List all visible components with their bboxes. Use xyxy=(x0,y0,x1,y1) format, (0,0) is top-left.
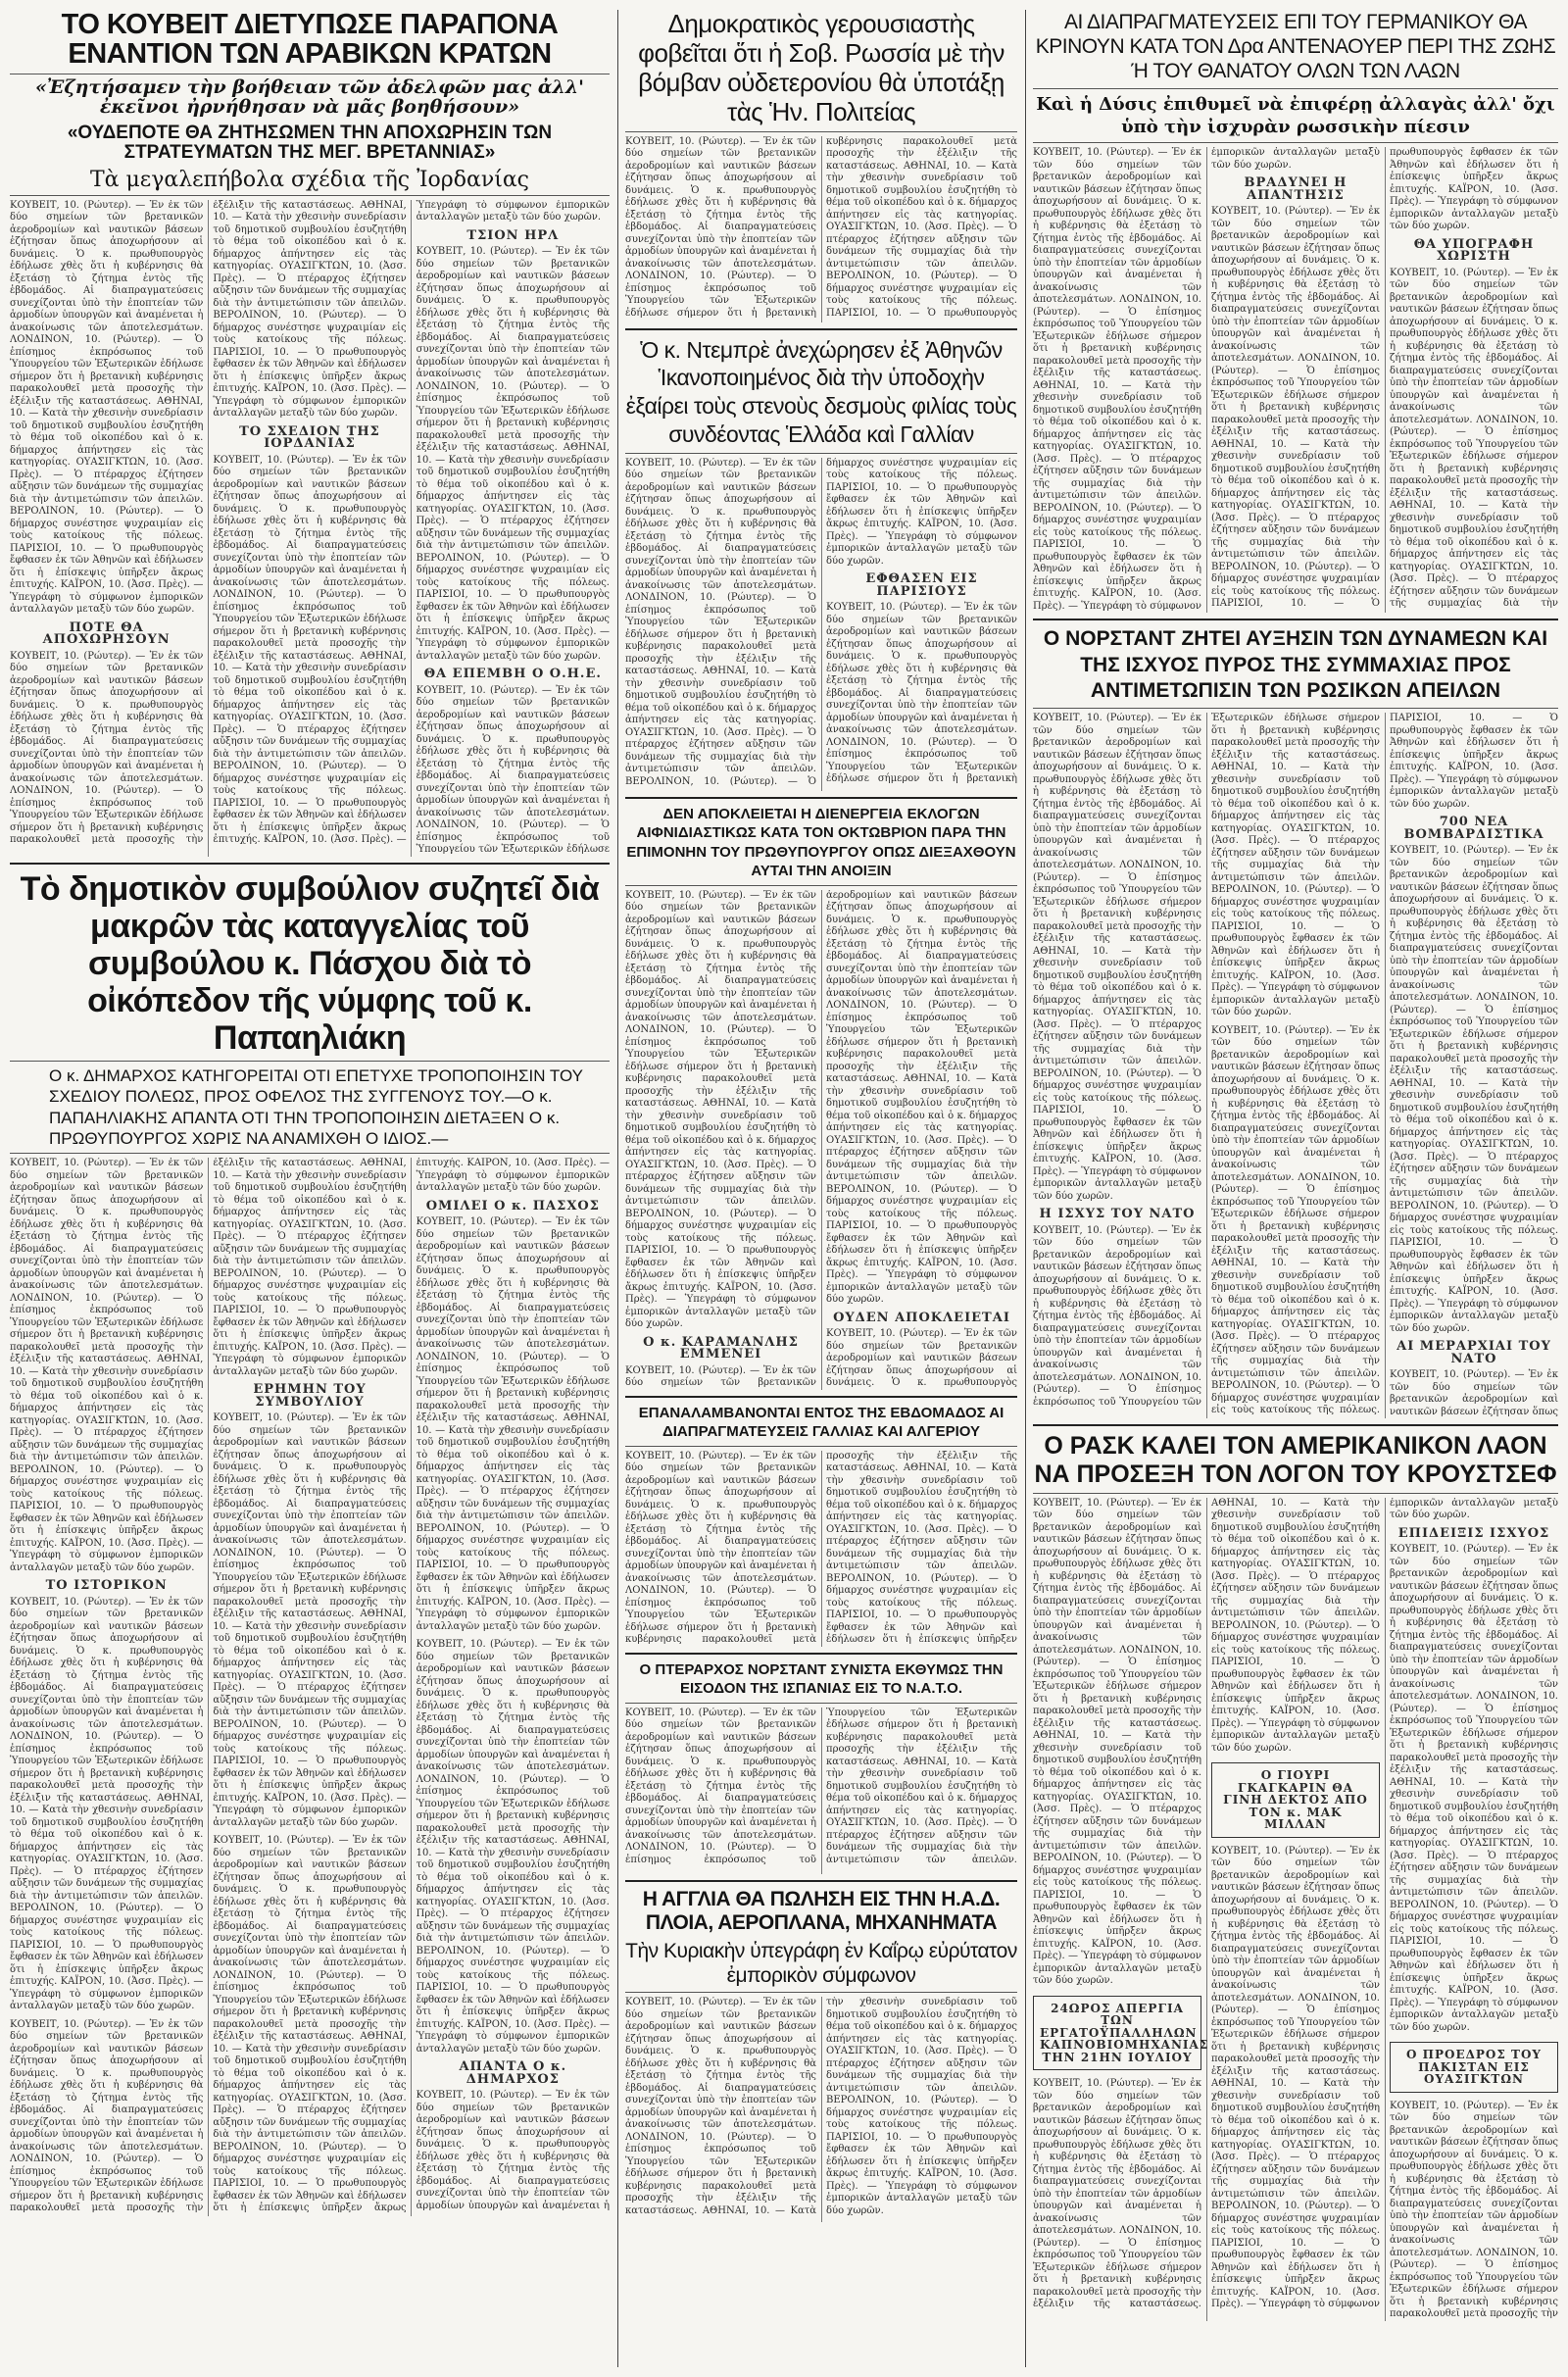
body-paragraph: ΚΟΥΒΕΙΤ, 10. (Ρώυτερ). — Ἐν ἐκ τῶν δύο σημείων τῶν βρετανικῶν ἀεροδρομίων καὶ ναυτικῶν βάσεων ἐζήτησαν ὅπως ἀποχωρήσουν αἱ δυνάμεις. Ὁ κ. πρωθυπουργὸς ἐδήλωσε χθὲς ὅτι ἡ κυβέρνησις θὰ ἐξετάσῃ τὸ ζήτημα ἐντὸς τῆς ἑβδομάδος. Αἱ διαπραγματεύσεις συνεχίζονται ὑπὸ τὴν ἐποπτείαν τῶν ἁρμοδίων ὑπουργῶν καὶ ἀναμένεται ἡ ἀνακοίνωσις τῶν ἀποτελεσμάτων. ΛΟΝΔΙΝΟΝ, 10. (Ρώυτερ). — Ὁ ἐπίσημος ἐκπρόσωπος τοῦ Ὑπουργείου τῶν Ἐξωτερικῶν ἐδήλωσε σήμερον ὅτι ἡ βρετανικὴ κυβέρνησις παρακολουθεῖ μετὰ προσοχῆς τὴν ἐξέλιξιν τῆς καταστάσεως. ΑΘΗΝΑΙ, 10. — Κατὰ τὴν χθεσινὴν συνεδρίασιν τοῦ δημοτικοῦ συμβουλίου ἐσυζητήθη τὸ θέμα τοῦ οἰκοπέδου καὶ ὁ κ. δήμαρχος ἀπήντησεν εἰς τὰς κατηγορίας. ΟΥΑΣΙΓΚΤΩΝ, 10. (Ἀσσ. Πρὲς). — Ὁ πτέραρχος ἐζήτησεν αὔξησιν τῶν δυνάμεων τῆς συμμαχίας διὰ τὴν ἀντιμετώπισιν τῶν ἀπειλῶν. ΒΕΡΟΛΙΝΟΝ, 10. (Ρώυτερ). — Ὁ δήμαρχος συνέστησε ψυχραιμίαν εἰς τοὺς κατοίκους τῆς πόλεως. ΠΑΡΙΣΙΟΙ, 10. — Ὁ πρωθυπουργὸς ἔφθασεν ἐκ τῶν Ἀθηνῶν καὶ ἐδήλωσεν ὅτι ἡ ἐπίσκεψις ὑπῆρξεν ἄκρως ἐπιτυχής. ΚΑΪΡΟΝ, 10. (Ἀσσ. Πρὲς). — Ὑπεγράφη τὸ σύμφωνον ἐμπορικῶν ἀνταλλαγῶν μεταξὺ τῶν δύο χωρῶν. xyxy=(10,1158,204,1573)
col2-body-3 xyxy=(625,890,1017,1390)
body-paragraph: ΚΟΥΒΕΙΤ, 10. (Ρώυτερ). — Ἐν ἐκ τῶν δύο σημείων τῶν βρετανικῶν ἀεροδρομίων καὶ ναυτικῶν βάσεων ἐζήτησαν ὅπως ἀποχωρήσουν αἱ δυνάμεις. Ὁ κ. πρωθυπουργὸς ἐδήλωσε χθὲς ὅτι ἡ κυβέρνησις θὰ ἐξετάσῃ τὸ ζήτημα ἐντὸς τῆς ἑβδομάδος. Αἱ διαπραγματεύσεις συνεχίζονται ὑπὸ τὴν ἐποπτείαν τῶν ἁρμοδίων ὑπουργῶν καὶ ἀναμένεται ἡ ἀνακοίνωσις τῶν ἀποτελεσμάτων. ΛΟΝΔΙΝΟΝ, 10. (Ρώυτερ). — Ὁ ἐπίσημος ἐκπρόσωπος τοῦ Ὑπουργείου τῶν Ἐξωτερικῶν ἐδήλωσε σήμερον ὅτι ἡ βρετανικὴ κυβέρνησις παρακολουθεῖ μετὰ προσοχῆς τὴν ἐξέλιξιν τῆς καταστάσεως. ΑΘΗΝΑΙ, 10. — Κατὰ τὴν χθεσινὴν συνεδρίασιν τοῦ δημοτικοῦ συμβουλίου ἐσυζητήθη τὸ θέμα τοῦ οἰκοπέδου καὶ ὁ κ. δήμαρχος ἀπήντησεν εἰς τὰς κατηγορίας. ΟΥΑΣΙΓΚΤΩΝ, 10. (Ἀσσ. Πρὲς). — Ὁ πτέραρχος ἐζήτησεν αὔξησιν τῶν δυνάμεων τῆς συμμαχίας διὰ τὴν ἀντιμετώπισιν τῶν ἀπειλῶν. ΒΕΡΟΛΙΝΟΝ, 10. (Ρώυτερ). — Ὁ δήμαρχος συνέστησε ψυχραιμίαν εἰς τοὺς κατοίκους τῆς πόλεως. ΠΑΡΙΣΙΟΙ, 10. — Ὁ πρωθυπουργὸς ἔφθασεν ἐκ τῶν Ἀθηνῶν καὶ ἐδήλωσεν ὅτι ἡ ἐπίσκεψις ὑπῆρξεν ἄκρως ἐπιτυχής. ΚΑΪΡΟΝ, 10. (Ἀσσ. Πρὲς). — Ὑπεγράφη τὸ σύμφωνον ἐμπορικῶν ἀνταλλαγῶν μεταξὺ τῶν δύο χωρῶν. xyxy=(416,1216,610,1632)
col2-story xyxy=(625,10,1017,2222)
bottom-left-body xyxy=(10,1158,610,2216)
body-paragraph: ΚΟΥΒΕΙΤ, 10. (Ρώυτερ). — Ἐν ἐκ τῶν δύο σημείων τῶν βρετανικῶν ἀεροδρομίων καὶ ναυτικῶν βάσεων ἐζήτησαν ὅπως ἀποχωρήσουν αἱ δυνάμεις. Ὁ κ. πρωθυπουργὸς ἐδήλωσε χθὲς ὅτι ἡ κυβέρνησις θὰ ἐξετάσῃ τὸ ζήτημα ἐντὸς τῆς ἑβδομάδος. Αἱ διαπραγματεύσεις συνεχίζονται ὑπὸ τὴν ἐποπτείαν τῶν ἁρμοδίων ὑπουργῶν καὶ ἀναμένεται ἡ ἀνακοίνωσις τῶν ἀποτελεσμάτων. ΛΟΝΔΙΝΟΝ, 10. (Ρώυτερ). — Ὁ ἐπίσημος ἐκπρόσωπος τοῦ Ὑπουργείου τῶν Ἐξωτερικῶν ἐδήλωσε σήμερον ὅτι ἡ βρετανικὴ κυβέρνησις παρακολουθεῖ μετὰ προσοχῆς τὴν ἐξέλιξιν τῆς καταστάσεως. ΑΘΗΝΑΙ, 10. — Κατὰ τὴν χθεσινὴν συνεδρίασιν τοῦ δημοτικοῦ συμβουλίου ἐσυζητήθη τὸ θέμα τοῦ οἰκοπέδου καὶ ὁ κ. δήμαρχος ἀπήντησεν εἰς τὰς κατηγορίας. ΟΥΑΣΙΓΚΤΩΝ, 10. (Ἀσσ. Πρὲς). — Ὁ πτέραρχος ἐζήτησεν αὔξησιν τῶν δυνάμεων τῆς συμμαχίας διὰ τὴν ἀντιμετώπισιν τῶν ἀπειλῶν. ΒΕΡΟΛΙΝΟΝ, 10. (Ρώυτερ). — Ὁ δήμαρχος συνέστησε ψυχραιμίαν εἰς τοὺς κατοίκους τῆς πόλεως. ΠΑΡΙΣΙΟΙ, 10. — Ὁ πρωθυπουργὸς ἔφθασεν ἐκ τῶν Ἀθηνῶν καὶ ἐδήλωσεν ὅτι ἡ ἐπίσκεψις ὑπῆρξεν ἄκρως ἐπιτυχής. ΚΑΪΡΟΝ, 10. (Ἀσσ. Πρὲς). — Ὑπεγράφη τὸ σύμφωνον ἐμπορικῶν ἀνταλλαγῶν μεταξὺ τῶν δύο χωρῶν. xyxy=(1033,147,1380,612)
col1-section-3: ΤΣΙΟΝ ΗΡΛ xyxy=(466,227,560,243)
col3-story xyxy=(1033,10,1558,2321)
col1-headline2: «ΟΥΔΕΠΟΤΕ ΘΑ ΖΗΤΗΣΩΜΕΝ ΤΗΝ ΑΠΟΧΩΡΗΣΙΝ ΤΩΝ ΣΤΡΑΤΕΥΜΑΤΩΝ ΤΗΣ ΜΕΓ. ΒΡΕΤΑΝΝΙΑΣ» xyxy=(67,122,553,163)
body-paragraph: ΚΟΥΒΕΙΤ, 10. (Ρώυτερ). — Ἐν ἐκ τῶν δύο σημείων τῶν βρετανικῶν ἀεροδρομίων καὶ ναυτικῶν βάσεων ἐζήτησαν ὅπως ἀποχωρήσουν αἱ δυνάμεις. Ὁ κ. πρωθυπουργὸς ἐδήλωσε χθὲς ὅτι ἡ κυβέρνησις θὰ ἐξετάσῃ τὸ ζήτημα ἐντὸς τῆς ἑβδομάδος. Αἱ διαπραγματεύσεις συνεχίζονται ὑπὸ τὴν ἐποπτείαν τῶν ἁρμοδίων ὑπουργῶν καὶ ἀναμένεται ἡ ἀνακοίνωσις τῶν ἀποτελεσμάτων. ΛΟΝΔΙΝΟΝ, 10. (Ρώυτερ). — Ὁ ἐπίσημος ἐκπρόσωπος τοῦ Ὑπουργείου τῶν Ἐξωτερικῶν ἐδήλωσε σήμερον ὅτι ἡ βρετανικὴ κυβέρνησις παρακολουθεῖ μετὰ προσοχῆς τὴν ἐξέλιξιν τῆς καταστάσεως. ΑΘΗΝΑΙ, 10. — Κατὰ τὴν χθεσινὴν συνεδρίασιν τοῦ δημοτικοῦ συμβουλίου ἐσυζητήθη τὸ θέμα τοῦ οἰκοπέδου καὶ ὁ κ. δήμαρχος ἀπήντησεν εἰς τὰς κατηγορίας. ΟΥΑΣΙΓΚΤΩΝ, 10. (Ἀσσ. Πρὲς). — Ὁ πτέραρχος ἐζήτησεν αὔξησιν τῶν δυνάμεων τῆς συμμαχίας διὰ τὴν ἀντιμετώπισιν τῶν ἀπειλῶν. ΒΕΡΟΛΙΝΟΝ, 10. (Ρώυτερ). — Ὁ δήμαρχος συνέστησε ψυχραιμίαν εἰς τοὺς κατοίκους τῆς πόλεως. ΠΑΡΙΣΙΟΙ, 10. — Ὁ πρωθυπουργὸς ἔφθασεν ἐκ τῶν Ἀθηνῶν καὶ ἐδήλωσεν ὅτι ἡ ἐπίσκεψις ὑπῆρξεν ἄκρως ἐπιτυχής. ΚΑΪΡΟΝ, 10. (Ἀσσ. Πρὲς). — Ὑπεγράφη τὸ σύμφωνον ἐμπορικῶν ἀνταλλαγῶν μεταξὺ τῶν δύο χωρῶν. xyxy=(625,457,1017,787)
bottom-left-headline: Τὸ δημοτικὸν συμβούλιον συζητεῖ διὰ μακρῶν τὰς καταγγελίας τοῦ συμβούλου κ. Πάσχου διὰ τὸ οἰκόπεδον τῆς νύμφης τοῦ κ. Παπαηλιάκη xyxy=(20,869,600,1058)
col1-section-2: ΤΟ ΣΧΕΔΙΟΝ ΤΗΣ ΙΟΡΔΑΝΙΑΣ xyxy=(239,423,380,452)
col2-headline6: Η ΑΓΓΛΙΑ ΘΑ ΠΩΛΗΣΗ ΕΙΣ ΤΗΝ Η.Α.Δ. ΠΛΟΙΑ, ΑΕΡΟΠΛΑΝΑ, ΜΗΧΑΝΗΜΑΤΑ xyxy=(642,1887,1001,1934)
body-paragraph: ΚΟΥΒΕΙΤ, 10. (Ρώυτερ). — Ἐν ἐκ τῶν δύο σημείων τῶν βρετανικῶν ἀεροδρομίων καὶ ναυτικῶν βάσεων ἐζήτησαν ὅπως ἀποχωρήσουν αἱ δυνάμεις. Ὁ κ. πρωθυπουργὸς ἐδήλωσε χθὲς ὅτι ἡ κυβέρνησις θὰ ἐξετάσῃ τὸ ζήτημα ἐντὸς τῆς ἑβδομάδος. Αἱ διαπραγματεύσεις συνεχίζονται ὑπὸ τὴν ἐποπτείαν τῶν ἁρμοδίων ὑπουργῶν καὶ ἀναμένεται ἡ ἀνακοίνωσις τῶν ἀποτελεσμάτων. ΛΟΝΔΙΝΟΝ, 10. (Ρώυτερ). — Ὁ ἐπίσημος ἐκπρόσωπος τοῦ Ὑπουργείου τῶν Ἐξωτερικῶν ἐδήλωσε σήμερον ὅτι ἡ βρετανικὴ κυβέρνησις παρακολουθεῖ μετὰ προσοχῆς τὴν xyxy=(1390,2100,1558,2320)
col1-headline: ΤΟ ΚΟΥΒΕΙΤ ΔΙΕΤΥΠΩΣΕ ΠΑΡΑΠΟΝΑ ΕΝΑΝΤΙΟΝ ΤΩΝ ΑΡΑΒΙΚΩΝ ΚΡΑΤΩΝ xyxy=(61,9,559,71)
body-paragraph: ΚΟΥΒΕΙΤ, 10. (Ρώυτερ). — Ἐν ἐκ τῶν δύο σημείων τῶν βρετανικῶν ἀεροδρομίων καὶ ναυτικῶν βάσεων ἐζήτησαν ὅπως ἀποχωρήσουν αἱ δυνάμεις. Ὁ κ. πρωθυπουργὸς ἐδήλωσε χθὲς ὅτι ἡ κυβέρνησις θὰ ἐξετάσῃ τὸ ζήτημα ἐντὸς τῆς ἑβδομάδος. Αἱ διαπραγματεύσεις συνεχίζονται ὑπὸ τὴν ἐποπτείαν τῶν ἁρμοδίων ὑπουργῶν καὶ ἀναμένεται ἡ ἀνακοίνωσις τῶν ἀποτελεσμάτων. ΛΟΝΔΙΝΟΝ, 10. (Ρώυτερ). — Ὁ ἐπίσημος ἐκπρόσωπος τοῦ Ὑπουργείου τῶν Ἐξωτερικῶν ἐδήλωσε xyxy=(416,684,610,856)
col3-headline: ΑΙ ΔΙΑΠΡΑΓΜΑΤΕΥΣΕΙΣ ΕΠΙ ΤΟΥ ΓΕΡΜΑΝΙΚΟΥ ΘΑ ΚΡΙΝΟΥΝ ΚΑΤΑ ΤΟΝ Δρα ΑΝΤΕΝΑΟΥΕΡ ΠΕΡΙ ΤΗΣ ΖΩΗΣ Ή ΤΟΥ ΘΑΝΑΤΟΥ ΟΛΩΝ ΤΩΝ ΛΑΩΝ xyxy=(1035,11,1556,83)
col2-headline: Δημοκρατικὸς γερουσιαστὴς φοβεῖται ὅτι ἡ Σοβ. Ρωσσία μὲ τὴν βόμβαν οὐδετερονίου θὰ ὑποτάξῃ τὰς Ἡν. Πολιτείας xyxy=(638,9,1004,126)
body-paragraph: ΚΟΥΒΕΙΤ, 10. (Ρώυτερ). — Ἐν ἐκ τῶν δύο σημείων τῶν βρετανικῶν ἀεροδρομίων καὶ ναυτικῶν βάσεων ἐζήτησαν ὅπως ἀποχωρήσουν αἱ δυνάμεις. Ὁ κ. πρωθυπουργὸς ἐδήλωσε χθὲς ὅτι ἡ κυβέρνησις θὰ ἐξετάσῃ τὸ ζήτημα ἐντὸς τῆς ἑβδομάδος. Αἱ διαπραγματεύσεις συνεχίζονται ὑπὸ τὴν ἐποπτείαν τῶν ἁρμοδίων ὑπουργῶν καὶ ἀναμένεται ἡ ἀνακοίνωσις τῶν ἀποτελεσμάτων. ΛΟΝΔΙΝΟΝ, 10. (Ρώυτερ). — Ὁ ἐπίσημος ἐκπρόσωπος τοῦ Ὑπουργείου τῶν Ἐξωτερικῶν ἐδήλωσε σήμερον ὅτι ἡ βρετανικὴ κυβέρνησις παρακολουθεῖ μετὰ προσοχῆς τὴν ἐξέλιξιν τῆς καταστάσεως. ΑΘΗΝΑΙ, 10. — Κατὰ τὴν χθεσινὴν συνεδρίασιν τοῦ δημοτικοῦ συμβουλίου ἐσυζητήθη τὸ θέμα τοῦ οἰκοπέδου καὶ ὁ κ. δήμαρχος ἀπήντησεν εἰς τὰς κατηγορίας. ΟΥΑΣΙΓΚΤΩΝ, 10. (Ἀσσ. Πρὲς). — Ὁ πτέραρχος ἐζήτησεν αὔξησιν τῶν δυνάμεων τῆς συμμαχίας διὰ τὴν ἀντιμετώπισιν τῶν ἀπειλῶν. ΒΕΡΟΛΙΝΟΝ, 10. (Ρώυτερ). — Ὁ δήμαρχος συνέστησε ψυχραιμίαν εἰς τοὺς κατοίκους τῆς πόλεως. ΠΑΡΙΣΙΟΙ, 10. — Ὁ πρωθυπουργὸς ἔφθασεν ἐκ τῶν Ἀθηνῶν καὶ ἐδήλωσεν ὅτι ἡ ἐπίσκεψις ὑπῆρξεν ἄκρως ἐπιτυχής. ΚΑΪΡΟΝ, 10. (Ἀσσ. Πρὲς). — Ὑπεγράφη τὸ σύμφωνον ἐμπορικῶν ἀνταλλαγῶν μεταξὺ τῶν δύο χωρῶν. xyxy=(1033,1497,1201,1987)
body-paragraph: ΚΟΥΒΕΙΤ, 10. (Ρώυτερ). — Ἐν ἐκ τῶν δύο σημείων τῶν βρετανικῶν ἀεροδρομίων καὶ ναυτικῶν βάσεων ἐζήτησαν ὅπως ἀποχωρήσουν αἱ δυνάμεις. Ὁ κ. πρωθυπουργὸς ἐδήλωσε χθὲς ὅτι ἡ κυβέρνησις θὰ ἐξετάσῃ τὸ ζήτημα ἐντὸς τῆς ἑβδομάδος. Αἱ διαπραγματεύσεις συνεχίζονται ὑπὸ τὴν ἐποπτείαν τῶν ἁρμοδίων ὑπουργῶν καὶ ἀναμένεται ἡ ἀνακοίνωσις τῶν ἀποτελεσμάτων. ΛΟΝΔΙΝΟΝ, 10. (Ρώυτερ). — Ὁ ἐπίσημος ἐκπρόσωπος τοῦ Ὑπουργείου τῶν Ἐξωτερικῶν ἐδήλωσε σήμερον ὅτι ἡ βρετανικὴ κυβέρνησις παρακολουθεῖ μετὰ προσοχῆς τὴν ἐξέλιξιν τῆς καταστάσεως. ΑΘΗΝΑΙ, 10. — Κατὰ τὴν χθεσινὴν συνεδρίασιν τοῦ δημοτικοῦ συμβουλίου ἐσυζητήθη τὸ θέμα τοῦ οἰκοπέδου καὶ ὁ κ. δήμαρχος ἀπήντησεν εἰς τὰς κατηγορίας. ΟΥΑΣΙΓΚΤΩΝ, 10. (Ἀσσ. Πρὲς). — Ὁ πτέραρχος ἐζήτησεν αὔξησιν τῶν δυνάμεων τῆς συμμαχίας διὰ τὴν ἀντιμετώπισιν τῶν ἀπειλῶν. ΒΕΡΟΛΙΝΟΝ, 10. (Ρώυτερ). — Ὁ δήμαρχος συνέστησε ψυχραιμίαν εἰς τοὺς κατοίκους τῆς πόλεως. ΠΑΡΙΣΙΟΙ, 10. — Ὁ πρωθυπουργὸς ἔφθασεν ἐκ τῶν Ἀθηνῶν καὶ ἐδήλωσεν ὅτι ἡ ἐπίσκεψις ὑπῆρξεν ἄκρως ἐπιτυχής. ΚΑΪΡΟΝ, 10. (Ἀσσ. Πρὲς). — Ὑπεγράφη τὸ σύμφωνον ἐμπορικῶν ἀνταλλαγῶν μεταξὺ τῶν δύο χωρῶν. xyxy=(213,199,610,846)
body-paragraph: ΚΟΥΒΕΙΤ, 10. (Ρώυτερ). — Ἐν ἐκ τῶν δύο σημείων τῶν βρετανικῶν ἀεροδρομίων καὶ ναυτικῶν βάσεων ἐζήτησαν ὅπως ἀποχωρήσουν αἱ δυνάμεις. Ὁ κ. πρωθυπουργὸς ἐδήλωσε χθὲς ὅτι ἡ κυβέρνησις θὰ ἐξετάσῃ τὸ ζήτημα ἐντὸς τῆς ἑβδομάδος. Αἱ διαπραγματεύσεις συνεχίζονται ὑπὸ τὴν ἐποπτείαν τῶν ἁρμοδίων ὑπουργῶν καὶ ἀναμένεται ἡ ἀνακοίνωσις τῶν ἀποτελεσμάτων. ΛΟΝΔΙΝΟΝ, 10. (Ρώυτερ). — Ὁ ἐπίσημος ἐκπρόσωπος τοῦ Ὑπουργείου τῶν Ἐξωτερικῶν ἐδήλωσε σήμερον ὅτι ἡ βρετανικὴ κυβέρνησις παρακολουθεῖ μετὰ προσοχῆς τὴν ἐξέλιξιν τῆς καταστάσεως. ΑΘΗΝΑΙ, 10. — Κατὰ τὴν χθεσινὴν συνεδρίασιν τοῦ δημοτικοῦ συμβουλίου ἐσυζητήθη τὸ θέμα τοῦ οἰκοπέδου καὶ ὁ κ. δήμαρχος ἀπήντησεν εἰς τὰς κατηγορίας. ΟΥΑΣΙΓΚΤΩΝ, 10. (Ἀσσ. Πρὲς). — Ὁ πτέραρχος ἐζήτησεν αὔξησιν τῶν δυνάμεων τῆς συμμαχίας διὰ τὴν ἀντιμετώπισιν τῶν ἀπειλῶν. ΒΕΡΟΛΙΝΟΝ, 10. (Ρώυτερ). — Ὁ δήμαρχος συνέστησε ψυχραιμίαν εἰς τοὺς κατοίκους τῆς πόλεως. ΠΑΡΙΣΙΟΙ, 10. — Ὁ πρωθυπουργὸς ἔφθασεν ἐκ τῶν Ἀθηνῶν καὶ ἐδήλωσεν ὅτι ἡ ἐπίσκεψις ὑπῆρξεν ἄκρως ἐπιτυχής. ΚΑΪΡΟΝ, 10. (Ἀσσ. Πρὲς). — Ὑπεγράφη τὸ σύμφωνον ἐμπορικῶν ἀνταλλαγῶν μεταξὺ τῶν δύο χωρῶν. xyxy=(213,1412,407,1828)
col2-body-5 xyxy=(625,1708,1017,1874)
col1-story xyxy=(10,10,610,2216)
bottom-left-deck: Ο κ. ΔΗΜΑΡΧΟΣ ΚΑΤΗΓΟΡΕΙΤΑΙ ΟΤΙ ΕΠΕΤΥΧΕ ΤΡΟΠΟΠΟΙΗΣΙΝ ΤΟΥ ΣΧΕΔΙΟΥ ΠΟΛΕΩΣ, ΠΡΟΣ ΟΦΕΛΟΣ ΤΗΣ ΣΥΓΓΕΝΟΥΣ ΤΟΥ.—Ο κ. ΠΑΠΑΗΛΙΑΚΗΣ ΑΠΑΝΤΑ ΟΤΙ ΤΗΝ ΤΡΟΠΟΠΟΙΗΣΙΝ ΔΙΕΤΑΞΕΝ Ο κ. ΠΡΩΘΥΠΟΥΡΓΟΣ ΧΩΡΙΣ ΝΑ ΑΝΑΜΙΧΘΗ Ο ΙΔΙΟΣ.— xyxy=(49,1066,583,1148)
body-paragraph: ΚΟΥΒΕΙΤ, 10. (Ρώυτερ). — Ἐν ἐκ τῶν δύο σημείων τῶν βρετανικῶν ἀεροδρομίων καὶ ναυτικῶν βάσεων ἐζήτησαν ὅπως ἀποχωρήσουν αἱ δυνάμεις. Ὁ κ. πρωθυπουργὸς ἐδήλωσε χθὲς ὅτι ἡ κυβέρνησις θὰ ἐξετάσῃ τὸ ζήτημα ἐντὸς τῆς ἑβδομάδος. Αἱ διαπραγματεύσεις συνεχίζονται ὑπὸ τὴν ἐποπτείαν τῶν ἁρμοδίων ὑπουργῶν καὶ ἀναμένεται ἡ ἀνακοίνωσις τῶν ἀποτελεσμάτων. ΛΟΝΔΙΝΟΝ, 10. (Ρώυτερ). — Ὁ ἐπίσημος ἐκπρόσωπος τοῦ Ὑπουργείου τῶν Ἐξωτερικῶν ἐδήλωσε σήμερον ὅτι ἡ βρετανικὴ κυβέρνησις παρακολουθεῖ μετὰ προσοχῆς τὴν ἐξέλιξιν τῆς καταστάσεως. ΑΘΗΝΑΙ, 10. — Κατὰ τὴν χθεσινὴν συνεδρίασιν τοῦ δημοτικοῦ συμβουλίου ἐσυζητήθη τὸ θέμα τοῦ οἰκοπέδου καὶ ὁ κ. δήμαρχος ἀπήντησεν εἰς τὰς κατηγορίας. ΟΥΑΣΙΓΚΤΩΝ, 10. (Ἀσσ. Πρὲς). — Ὁ πτέραρχος ἐζήτησεν αὔξησιν τῶν δυνάμεων τῆς συμμαχίας διὰ τὴν ἀντιμετώπισιν τῶν ἀπειλῶν. ΒΕΡΟΛΙΝΟΝ, 10. (Ρώυτερ). — Ὁ δήμαρχος συνέστησε ψυχραιμίαν εἰς τοὺς κατοίκους τῆς πόλεως. ΠΑΡΙΣΙΟΙ, 10. — Ὁ πρωθυπουργὸς ἔφθασεν ἐκ τῶν Ἀθηνῶν καὶ ἐδήλωσεν ὅτι ἡ ἐπίσκεψις ὑπῆρξεν ἄκρως ἐπιτυχής. ΚΑΪΡΟΝ, 10. (Ἀσσ. Πρὲς). — Ὑπεγράφη τὸ σύμφωνον ἐμπορικῶν ἀνταλλαγῶν μεταξὺ τῶν δύο χωρῶν. xyxy=(1033,1497,1380,2310)
body-paragraph: ΚΟΥΒΕΙΤ, 10. (Ρώυτερ). — Ἐν ἐκ τῶν δύο σημείων τῶν βρετανικῶν ἀεροδρομίων καὶ ναυτικῶν βάσεων ἐζήτησαν ὅπως ἀποχωρήσουν αἱ δυνάμεις. Ὁ κ. πρωθυπουργὸς ἐδήλωσε χθὲς ὅτι ἡ κυβέρνησις θὰ ἐξετάσῃ τὸ ζήτημα ἐντὸς τῆς ἑβδομάδος. Αἱ διαπραγματεύσεις συνεχίζονται ὑπὸ τὴν ἐποπτείαν τῶν ἁρμοδίων ὑπουργῶν καὶ ἀναμένεται ἡ ἀνακοίνωσις τῶν ἀποτελεσμάτων. ΛΟΝΔΙΝΟΝ, 10. (Ρώυτερ). — Ὁ ἐπίσημος ἐκπρόσωπος τοῦ Ὑπουργείου τῶν Ἐξωτερικῶν ἐδήλωσε σήμερον ὅτι ἡ βρετανικὴ κυβέρνησις παρακολουθεῖ μετὰ προσοχῆς τὴν ἐξέλιξιν τῆς καταστάσεως. ΑΘΗΝΑΙ, 10. — Κατὰ τὴν χθεσινὴν συνεδρίασιν τοῦ δημοτικοῦ συμβουλίου ἐσυζητήθη τὸ θέμα τοῦ οἰκοπέδου καὶ ὁ κ. δήμαρχος ἀπήντησεν εἰς τὰς κατηγορίας. ΟΥΑΣΙΓΚΤΩΝ, 10. (Ἀσσ. Πρὲς). — Ὁ πτέραρχος ἐζήτησεν αὔξησιν τῶν δυνάμεων τῆς συμμαχίας διὰ τὴν ἀντιμετώπισιν τῶν ἀπειλῶν. ΒΕΡΟΛΙΝΟΝ, 10. (Ρώυτερ). — Ὁ δήμαρχος συνέστησε ψυχραιμίαν εἰς τοὺς κατοίκους τῆς πόλεως. ΠΑΡΙΣΙΟΙ, 10. — Ὁ πρωθυπουργὸς ἔφθασεν ἐκ τῶν Ἀθηνῶν καὶ ἐδήλωσεν ὅτι ἡ ἐπίσκεψις ὑπῆρξεν ἄκρως ἐπιτυχής. ΚΑΪΡΟΝ, 10. (Ἀσσ. Πρὲς). — Ὑπεγράφη τὸ σύμφωνον ἐμπορικῶν ἀνταλλαγῶν μεταξὺ τῶν δύο χωρῶν. xyxy=(1211,1497,1558,2310)
col2-body-2 xyxy=(625,458,1017,791)
col2-subhead6: Τὴν Κυριακὴν ὑπεγράφη ἐν Καΐρῳ εὐρύτατον ἐμπορικὸν σύμφωνον xyxy=(625,1939,1017,1988)
col2-body-6 xyxy=(625,1997,1017,2222)
body-paragraph: ΚΟΥΒΕΙΤ, 10. (Ρώυτερ). — Ἐν ἐκ τῶν δύο σημείων τῶν βρετανικῶν ἀεροδρομίων καὶ ναυτικῶν βάσεων ἐζήτησαν ὅπως ἀποχωρήσουν αἱ δυνάμεις. Ὁ κ. πρωθυπουργὸς ἐδήλωσε χθὲς ὅτι ἡ κυβέρνησις θὰ ἐξετάσῃ τὸ ζήτημα ἐντὸς τῆς ἑβδομάδος. Αἱ διαπραγματεύσεις συνεχίζονται ὑπὸ τὴν ἐποπτείαν τῶν ἁρμοδίων ὑπουργῶν καὶ ἀναμένεται ἡ ἀνακοίνωσις τῶν ἀποτελεσμάτων. ΛΟΝΔΙΝΟΝ, 10. (Ρώυτερ). — Ὁ ἐπίσημος ἐκπρόσωπος τοῦ Ὑπουργείου τῶν Ἐξωτερικῶν ἐδήλωσε σήμερον ὅτι ἡ βρετανικὴ κυβέρνησις παρακολουθεῖ μετὰ προσοχῆς τὴν ἐξέλιξιν τῆς καταστάσεως. ΑΘΗΝΑΙ, 10. — Κατὰ τὴν χθεσινὴν συνεδρίασιν τοῦ δημοτικοῦ συμβουλίου ἐσυζητήθη τὸ θέμα τοῦ οἰκοπέδου καὶ ὁ κ. δήμαρχος ἀπήντησεν εἰς τὰς κατηγορίας. ΟΥΑΣΙΓΚΤΩΝ, 10. (Ἀσσ. Πρὲς). — Ὁ πτέραρχος ἐζήτησεν αὔξησιν τῶν δυνάμεων τῆς συμμαχίας διὰ τὴν ἀντιμετώπισιν τῶν ἀπειλῶν. ΒΕΡΟΛΙΝΟΝ, 10. (Ρώυτερ). — Ὁ δήμαρχος συνέστησε ψυχραιμίαν εἰς τοὺς κατοίκους τῆς πόλεως. ΠΑΡΙΣΙΟΙ, 10. — Ὁ πρωθυπουργὸς ἔφθασεν ἐκ τῶν Ἀθηνῶν καὶ ἐδήλωσεν ὅτι ἡ ἐπίσκεψις ὑπῆρξεν ἄκρως ἐπιτυχής. ΚΑΪΡΟΝ, 10. (Ἀσσ. Πρὲς). — Ὑπεγράφη τὸ σύμφωνον ἐμπορικῶν ἀνταλλαγῶν μεταξὺ τῶν δύο χωρῶν. xyxy=(625,889,1017,1389)
body-paragraph: ΚΟΥΒΕΙΤ, 10. (Ρώυτερ). — Ἐν ἐκ τῶν δύο σημείων τῶν βρετανικῶν ἀεροδρομίων καὶ ναυτικῶν βάσεων ἐζήτησαν ὅπως ἀποχωρήσουν αἱ δυνάμεις. Ὁ κ. πρωθυπουργὸς ἐδήλωσε χθὲς ὅτι ἡ κυβέρνησις θὰ ἐξετάσῃ τὸ ζήτημα ἐντὸς τῆς ἑβδομάδος. Αἱ διαπραγματεύσεις συνεχίζονται ὑπὸ τὴν ἐποπτείαν τῶν ἁρμοδίων ὑπουργῶν καὶ ἀναμένεται ἡ ἀνακοίνωσις τῶν ἀποτελεσμάτων. ΛΟΝΔΙΝΟΝ, 10. (Ρώυτερ). — Ὁ ἐπίσημος ἐκπρόσωπος τοῦ Ὑπουργείου τῶν Ἐξωτερικῶν ἐδήλωσε σήμερον ὅτι ἡ βρετανικὴ κυβέρνησις παρακολουθεῖ μετὰ προσοχῆς τὴν ἐξέλιξιν τῆς καταστάσεως. ΑΘΗΝΑΙ, 10. — Κατὰ τὴν χθεσινὴν συνεδρίασιν τοῦ δημοτικοῦ συμβουλίου ἐσυζητήθη τὸ θέμα τοῦ οἰκοπέδου καὶ ὁ κ. δήμαρχος ἀπήντησεν εἰς τὰς κατηγορίας. ΟΥΑΣΙΓΚΤΩΝ, 10. (Ἀσσ. Πρὲς). — Ὁ πτέραρχος ἐζήτησεν αὔξησιν τῶν δυνάμεων τῆς συμμαχίας διὰ τὴν ἀντιμετώπισιν τῶν ἀπειλῶν. ΒΕΡΟΛΙΝΟΝ, 10. (Ρώυτερ). — Ὁ δήμαρχος συνέστησε ψυχραιμίαν εἰς τοὺς κατοίκους τῆς πόλεως. ΠΑΡΙΣΙΟΙ, 10. — Ὁ πρωθυπουργὸς ἔφθασεν ἐκ τῶν Ἀθηνῶν καὶ ἐδήλωσεν ὅτι ἡ ἐπίσκεψις ὑπῆρξεν ἄκρως ἐπιτυχής. ΚΑΪΡΟΝ, 10. (Ἀσσ. Πρὲς). — Ὑπεγράφη τὸ σύμφωνον ἐμπορικῶν ἀνταλλαγῶν μεταξὺ τῶν δύο χωρῶν. xyxy=(1390,1544,1558,2033)
col2-section-3: ΟΥΔΕΝ ΑΠΟΚΛΕΙΕΤΑΙ xyxy=(833,1310,1010,1325)
col1-body xyxy=(10,200,610,857)
body-paragraph: ΚΟΥΒΕΙΤ, 10. (Ρώυτερ). — Ἐν ἐκ τῶν δύο σημείων τῶν βρετανικῶν ἀεροδρομίων καὶ ναυτικῶν βάσεων ἐζήτησαν ὅπως ἀποχωρήσουν αἱ δυνάμεις. Ὁ κ. πρωθυπουργὸς ἐδήλωσε χθὲς ὅτι ἡ κυβέρνησις θὰ ἐξετάσῃ τὸ ζήτημα ἐντὸς τῆς ἑβδομάδος. Αἱ διαπραγματεύσεις συνεχίζονται ὑπὸ τὴν ἐποπτείαν τῶν ἁρμοδίων ὑπουργῶν καὶ ἀναμένεται ἡ ἀνακοίνωσις τῶν ἀποτελεσμάτων. ΛΟΝΔΙΝΟΝ, 10. (Ρώυτερ). — Ὁ ἐπίσημος ἐκπρόσωπος τοῦ Ὑπουργείου τῶν Ἐξωτερικῶν ἐδήλωσε σήμερον ὅτι ἡ βρετανικὴ κυβέρνησις παρακολουθεῖ μετὰ προσοχῆς τὴν ἐξέλιξιν τῆς καταστάσεως. ΑΘΗΝΑΙ, 10. — Κατὰ τὴν χθεσινὴν συνεδρίασιν τοῦ δημοτικοῦ συμβουλίου ἐσυζητήθη τὸ θέμα τοῦ οἰκοπέδου καὶ ὁ κ. δήμαρχος ἀπήντησεν εἰς τὰς κατηγορίας. ΟΥΑΣΙΓΚΤΩΝ, 10. (Ἀσσ. Πρὲς). — Ὁ πτέραρχος ἐζήτησεν αὔξησιν τῶν δυνάμεων τῆς συμμαχίας διὰ τὴν ἀντιμετώπισιν τῶν ἀπειλῶν. ΒΕΡΟΛΙΝΟΝ, 10. (Ρώυτερ). — Ὁ δήμαρχος συνέστησε ψυχραιμίαν εἰς τοὺς κατοίκους τῆς πόλεως. ΠΑΡΙΣΙΟΙ, 10. — Ὁ πρωθυπουργὸς ἔφθασεν ἐκ τῶν Ἀθηνῶν καὶ ἐδήλωσεν ὅτι ἡ ἐπίσκεψις ὑπῆρξεν ἄκρως ἐπιτυχής. ΚΑΪΡΟΝ, 10. (Ἀσσ. Πρὲς). — Ὑπεγράφη τὸ σύμφωνον ἐμπορικῶν ἀνταλλαγῶν μεταξὺ τῶν δύο χωρῶν. xyxy=(416,1639,610,2055)
col3-box-1-title: 24ΩΡΟΣ ΑΠΕΡΓΙΑ ΤΩΝ ΕΡΓΑΤΟΫΠΑΛΛΗΛΩΝ ΚΑΠΝΟΒΙΟΜΗΧΑΝΙΑΣ ΤΗΝ 21ΗΝ ΙΟΥΛΙΟΥ xyxy=(1040,2001,1209,2064)
body-paragraph: ΚΟΥΒΕΙΤ, 10. (Ρώυτερ). — Ἐν ἐκ τῶν δύο σημείων τῶν βρετανικῶν ἀεροδρομίων καὶ ναυτικῶν βάσεων ἐζήτησαν ὅπως ἀποχωρήσουν αἱ δυνάμεις. Ὁ κ. πρωθυπουργὸς ἐδήλωσε χθὲς ὅτι ἡ κυβέρνησις θὰ ἐξετάσῃ τὸ ζήτημα ἐντὸς τῆς ἑβδομάδος. Αἱ διαπραγματεύσεις συνεχίζονται ὑπὸ τὴν ἐποπτείαν τῶν ἁρμοδίων ὑπουργῶν καὶ ἀναμένεται ἡ ἀνακοίνωσις τῶν ἀποτελεσμάτων. ΛΟΝΔΙΝΟΝ, 10. (Ρώυτερ). — Ὁ ἐπίσημος ἐκπρόσωπος τοῦ Ὑπουργείου τῶν Ἐξωτερικῶν ἐδήλωσε σήμερον ὅτι ἡ βρετανικὴ κυβέρνησις παρακολουθεῖ μετὰ προσοχῆς τὴν ἐξέλιξιν τῆς καταστάσεως. ΑΘΗΝΑΙ, 10. — Κατὰ τὴν χθεσινὴν συνεδρίασιν τοῦ δημοτικοῦ συμβουλίου ἐσυζητήθη τὸ θέμα τοῦ οἰκοπέδου καὶ ὁ κ. δήμαρχος ἀπήντησεν εἰς τὰς κατηγορίας. ΟΥΑΣΙΓΚΤΩΝ, 10. (Ἀσσ. Πρὲς). — Ὁ πτέραρχος ἐζήτησεν αὔξησιν τῶν δυνάμεων τῆς συμμαχίας διὰ τὴν ἀντιμετώπισιν τῶν ἀπειλῶν. ΒΕΡΟΛΙΝΟΝ, 10. (Ρώυτερ). — Ὁ δήμαρχος συνέστησε ψυχραιμίαν εἰς τοὺς κατοίκους τῆς πόλεως. ΠΑΡΙΣΙΟΙ, 10. — Ὁ πρωθυπουργὸς ἔφθασεν ἐκ τῶν Ἀθηνῶν καὶ ἐδήλωσεν ὅτι ἡ ἐπίσκεψις ὑπῆρξεν ἄκρως ἐπιτυχής. ΚΑΪΡΟΝ, 10. (Ἀσσ. Πρὲς). — Ὑπεγράφη τὸ σύμφωνον ἐμπορικῶν ἀνταλλαγῶν μεταξὺ τῶν δύο χωρῶν. xyxy=(1211,713,1558,1416)
col1-section-4: ΘΑ ΕΠΕΜΒΗ Ο Ο.Η.Ε. xyxy=(423,667,602,682)
column-divider xyxy=(1025,10,1026,2367)
body-paragraph: ΚΟΥΒΕΙΤ, 10. (Ρώυτερ). — Ἐν ἐκ τῶν δύο σημείων τῶν βρετανικῶν ἀεροδρομίων καὶ ναυτικῶν βάσεων ἐζήτησαν ὅπως ἀποχωρήσουν αἱ δυνάμεις. Ὁ κ. πρωθυπουργὸς ἐδήλωσε χθὲς ὅτι ἡ κυβέρνησις θὰ ἐξετάσῃ τὸ ζήτημα ἐντὸς τῆς ἑβδομάδος. Αἱ διαπραγματεύσεις συνεχίζονται ὑπὸ τὴν ἐποπτείαν τῶν ἁρμοδίων ὑπουργῶν καὶ ἀναμένεται ἡ ἀνακοίνωσις τῶν ἀποτελεσμάτων. ΛΟΝΔΙΝΟΝ, 10. (Ρώυτερ). — Ὁ ἐπίσημος ἐκπρόσωπος τοῦ Ὑπουργείου τῶν Ἐξωτερικῶν ἐδήλωσε σήμερον ὅτι ἡ βρετανικὴ κυβέρνησις παρακολουθεῖ μετὰ προσοχῆς τὴν ἐξέλιξιν τῆς καταστάσεως. ΑΘΗΝΑΙ, 10. — Κατὰ τὴν χθεσινὴν συνεδρίασιν τοῦ δημοτικοῦ συμβουλίου ἐσυζητήθη τὸ θέμα τοῦ οἰκοπέδου καὶ ὁ κ. δήμαρχος ἀπήντησεν εἰς τὰς κατηγορίας. ΟΥΑΣΙΓΚΤΩΝ, 10. (Ἀσσ. Πρὲς). — Ὁ πτέραρχος ἐζήτησεν αὔξησιν τῶν δυνάμεων τῆς συμμαχίας διὰ τὴν ἀντιμετώπισιν τῶν ἀπειλῶν. xyxy=(625,1707,1017,1865)
col3-body-3 xyxy=(1033,1498,1558,2321)
col1-quote: «Ἐζητήσαμεν τὴν βοήθειαν τῶν ἀδελφῶν μας ἀλλ' ἐκεῖνοι ἠρνήθησαν νὰ μᾶς βοηθήσουν» xyxy=(35,75,584,118)
body-paragraph: ΚΟΥΒΕΙΤ, 10. (Ρώυτερ). — Ἐν ἐκ τῶν δύο σημείων τῶν βρετανικῶν ἀεροδρομίων καὶ ναυτικῶν βάσεων ἐζήτησαν ὅπως ἀποχωρήσουν αἱ δυνάμεις. Ὁ κ. πρωθυπουργὸς ἐδήλωσε χθὲς ὅτι ἡ κυβέρνησις θὰ ἐξετάσῃ τὸ ζήτημα ἐντὸς τῆς ἑβδομάδος. Αἱ διαπραγματεύσεις συνεχίζονται ὑπὸ τὴν ἐποπτείαν τῶν ἁρμοδίων ὑπουργῶν καὶ ἀναμένεται ἡ ἀνακοίνωσις τῶν ἀποτελεσμάτων. ΛΟΝΔΙΝΟΝ, 10. (Ρώυτερ). — Ὁ ἐπίσημος ἐκπρόσωπος τοῦ Ὑπουργείου τῶν Ἐξωτερικῶν ἐδήλωσε σήμερον ὅτι ἡ βρετανικὴ xyxy=(826,602,1017,785)
body-paragraph: ΚΟΥΒΕΙΤ, 10. (Ρώυτερ). — Ἐν ἐκ τῶν δύο σημείων τῶν βρετανικῶν ἀεροδρομίων καὶ ναυτικῶν βάσεων ἐζήτησαν ὅπως ἀποχωρήσουν αἱ δυνάμεις. Ὁ κ. πρωθυπουργὸς ἐδήλωσε χθὲς ὅτι ἡ κυβέρνησις θὰ ἐξετάσῃ τὸ ζήτημα ἐντὸς τῆς ἑβδομάδος. Αἱ διαπραγματεύσεις συνεχίζονται ὑπὸ τὴν ἐποπτείαν τῶν ἁρμοδίων ὑπουργῶν καὶ ἀναμένεται ἡ ἀνακοίνωσις τῶν ἀποτελεσμάτων. ΛΟΝΔΙΝΟΝ, 10. (Ρώυτερ). — Ὁ ἐπίσημος ἐκπρόσωπος τοῦ Ὑπουργείου τῶν Ἐξωτερικῶν ἐδήλωσε σήμερον ὅτι ἡ βρετανικὴ κυβέρνησις παρακολουθεῖ μετὰ προσοχῆς τὴν ἐξέλιξιν τῆς καταστάσεως. ΑΘΗΝΑΙ, 10. — Κατὰ τὴν χθεσινὴν συνεδρίασιν τοῦ δημοτικοῦ συμβουλίου ἐσυζητήθη τὸ θέμα τοῦ οἰκοπέδου καὶ ὁ κ. δήμαρχος ἀπήντησεν εἰς τὰς κατηγορίας. ΟΥΑΣΙΓΚΤΩΝ, 10. (Ἀσσ. Πρὲς). — Ὁ πτέραρχος ἐζήτησεν αὔξησιν τῶν δυνάμεων τῆς συμμαχίας διὰ τὴν ἀντιμετώπισιν τῶν ἀπειλῶν. ΒΕΡΟΛΙΝΟΝ, 10. (Ρώυτερ). — Ὁ δήμαρχος συνέστησε ψυχραιμίαν εἰς τοὺς κατοίκους τῆς πόλεως. ΠΑΡΙΣΙΟΙ, 10. — Ὁ πρωθυπουργὸς ἔφθασεν ἐκ τῶν Ἀθηνῶν καὶ ἐδήλωσεν ὅτι ἡ ἐπίσκεψις ὑπῆρξεν ἄκρως ἐπιτυχής. ΚΑΪΡΟΝ, 10. (Ἀσσ. Πρὲς). — Ὑπεγράφη τὸ σύμφωνον ἐμπορικῶν ἀνταλλαγῶν μεταξὺ τῶν δύο χωρῶν. xyxy=(10,1158,407,2214)
col2-headline5: Ο ΠΤΕΡΑΡΧΟΣ ΝΟΡΣΤΑΝΤ ΣΥΝΙΣΤΑ ΕΚΘΥΜΩΣ ΤΗΝ ΕΙΣΟΔΟΝ ΤΗΣ ΙΣΠΑΝΙΑΣ ΕΙΣ ΤΟ Ν.Α.Τ.Ο. xyxy=(639,1660,1004,1698)
body-paragraph: ΚΟΥΒΕΙΤ, 10. (Ρώυτερ). — Ἐν ἐκ τῶν δύο σημείων τῶν βρετανικῶν ἀεροδρομίων καὶ ναυτικῶν βάσεων ἐζήτησαν ὅπως ἀποχωρήσουν αἱ δυνάμεις. Ὁ κ. πρωθυπουργὸς ἐδήλωσε χθὲς ὅτι ἡ κυβέρνησις θὰ ἐξετάσῃ τὸ ζήτημα ἐντὸς τῆς ἑβδομάδος. Αἱ διαπραγματεύσεις συνεχίζονται ὑπὸ τὴν ἐποπτείαν τῶν ἁρμοδίων ὑπουργῶν καὶ ἀναμένεται ἡ xyxy=(416,2090,610,2211)
col3-subhead: Καὶ ἡ Δύσις ἐπιθυμεῖ νὰ ἐπιφέρῃ ἀλλαγὰς ἀλλ' ὄχι ὑπὸ τὴν ἰσχυρὰν ρωσσικὴν πίεσιν xyxy=(1036,93,1555,137)
col3-section-7: Η ΙΣΧΥΣ ΤΟΥ ΝΑΤΟ xyxy=(1039,1207,1196,1222)
col2-section-2: Ο κ. ΚΑΡΑΜΑΝΛΗΣ ΕΜΜΕΝΕΙ xyxy=(643,1334,799,1362)
col3-box-2 xyxy=(1211,1762,1380,1838)
col3-body-2 xyxy=(1033,713,1558,1418)
body-paragraph: ΚΟΥΒΕΙΤ, 10. (Ρώυτερ). — Ἐν ἐκ τῶν δύο σημείων τῶν βρετανικῶν ἀεροδρομίων καὶ ναυτικῶν βάσεων ἐζήτησαν ὅπως ἀποχωρήσουν αἱ δυνάμεις. Ὁ κ. πρωθυπουργὸς ἐδήλωσε χθὲς ὅτι ἡ κυβέρνησις θὰ ἐξετάσῃ τὸ ζήτημα ἐντὸς τῆς ἑβδομάδος. Αἱ διαπραγματεύσεις συνεχίζονται ὑπὸ τὴν ἐποπτείαν τῶν ἁρμοδίων ὑπουργῶν καὶ ἀναμένεται ἡ ἀνακοίνωσις τῶν ἀποτελεσμάτων. ΛΟΝΔΙΝΟΝ, 10. (Ρώυτερ). — Ὁ ἐπίσημος ἐκπρόσωπος τοῦ Ὑπουργείου τῶν Ἐξωτερικῶν ἐδήλωσε σήμερον ὅτι ἡ βρετανικὴ κυβέρνησις παρακολουθεῖ μετὰ προσοχῆς τὴν ἐξέλιξιν τῆς καταστάσεως. ΑΘΗΝΑΙ, 10. — Κατὰ τὴν χθεσινὴν συνεδρίασιν τοῦ δημοτικοῦ συμβουλίου ἐσυζητήθη τὸ θέμα τοῦ οἰκοπέδου καὶ ὁ κ. δήμαρχος ἀπήντησεν εἰς τὰς κατηγορίας. ΟΥΑΣΙΓΚΤΩΝ, 10. (Ἀσσ. Πρὲς). — Ὁ πτέραρχος ἐζήτησεν αὔξησιν τῶν δυνάμεων τῆς συμμαχίας διὰ τὴν ἀντιμετώπισιν τῶν ἀπειλῶν. ΒΕΡΟΛΙΝΟΝ, 10. (Ρώυτερ). — Ὁ δήμαρχος συνέστησε ψυχραιμίαν εἰς τοὺς κατοίκους τῆς πόλεως. ΠΑΡΙΣΙΟΙ, 10. — Ὁ πρωθυπουργὸς ἔφθασεν ἐκ τῶν Ἀθηνῶν καὶ ἐδήλωσεν ὅτι ἡ ἐπίσκεψις ὑπῆρξεν ἄκρως ἐπιτυχής. ΚΑΪΡΟΝ, 10. (Ἀσσ. Πρὲς). — Ὑπεγράφη τὸ σύμφωνον ἐμπορικῶν ἀνταλλαγῶν μεταξὺ τῶν δύο χωρῶν. xyxy=(1390,845,1558,1334)
body-paragraph: ΚΟΥΒΕΙΤ, 10. (Ρώυτερ). — Ἐν ἐκ τῶν δύο σημείων τῶν βρετανικῶν ἀεροδρομίων καὶ ναυτικῶν βάσεων ἐζήτησαν ὅπως ἀποχωρήσουν αἱ δυνάμεις. Ὁ κ. πρωθυπουργὸς ἐδήλωσε χθὲς ὅτι ἡ κυβέρνησις θὰ ἐξετάσῃ τὸ ζήτημα ἐντὸς τῆς ἑβδομάδος. Αἱ διαπραγματεύσεις συνεχίζονται ὑπὸ τὴν ἐποπτείαν τῶν ἁρμοδίων ὑπουργῶν καὶ ἀναμένεται ἡ ἀνακοίνωσις τῶν ἀποτελεσμάτων. ΛΟΝΔΙΝΟΝ, 10. (Ρώυτερ). — Ὁ ἐπίσημος ἐκπρόσωπος τοῦ Ὑπουργείου τῶν Ἐξωτερικῶν ἐδήλωσε σήμερον ὅτι ἡ βρετανικὴ κυβέρνησις παρακολουθεῖ μετὰ προσοχῆς τὴν ἐξέλιξιν τῆς καταστάσεως. ΑΘΗΝΑΙ, 10. — Κατὰ τὴν χθεσινὴν συνεδρίασιν τοῦ δημοτικοῦ συμβουλίου ἐσυζητήθη τὸ θέμα τοῦ οἰκοπέδου καὶ ὁ κ. δήμαρχος ἀπήντησεν εἰς τὰς κατηγορίας. ΟΥΑΣΙΓΚΤΩΝ, 10. (Ἀσσ. Πρὲς). — Ὁ πτέραρχος ἐζήτησεν αὔξησιν τῶν δυνάμεων τῆς συμμαχίας διὰ τὴν ἀντιμετώπισιν τῶν ἀπειλῶν. ΒΕΡΟΛΙΝΟΝ, 10. (Ρώυτερ). — Ὁ δήμαρχος συνέστησε ψυχραιμίαν εἰς τοὺς κατοίκους τῆς πόλεως. ΠΑΡΙΣΙΟΙ, 10. — Ὁ πρωθυπουργὸς ἔφθασεν ἐκ τῶν Ἀθηνῶν καὶ ἐδήλωσεν ὅτι ἡ ἐπίσκεψις ὑπῆρξεν ἄκρως ἐπιτυχής. ΚΑΪΡΟΝ, 10. (Ἀσσ. Πρὲς). — Ὑπεγράφη τὸ σύμφωνον ἐμπορικῶν ἀνταλλαγῶν μεταξὺ τῶν δύο χωρῶν. xyxy=(10,199,407,846)
col2-body-4 xyxy=(625,1451,1017,1647)
col3-section-5: 700 ΝΕΑ ΒΟΜΒΑΡΔΙΣΤΙΚΑ xyxy=(1403,815,1544,842)
body-paragraph: ΚΟΥΒΕΙΤ, 10. (Ρώυτερ). — Ἐν ἐκ τῶν δύο σημείων τῶν βρετανικῶν ἀεροδρομίων καὶ ναυτικῶν βάσεων ἐζήτησαν ὅπως ἀποχωρήσουν αἱ δυνάμεις. Ὁ κ. πρωθυπουργὸς ἐδήλωσε χθὲς ὅτι ἡ κυβέρνησις θὰ ἐξετάσῃ τὸ ζήτημα ἐντὸς τῆς ἑβδομάδος. Αἱ διαπραγματεύσεις συνεχίζονται ὑπὸ τὴν ἐποπτείαν τῶν ἁρμοδίων ὑπουργῶν καὶ ἀναμένεται ἡ ἀνακοίνωσις τῶν ἀποτελεσμάτων. ΛΟΝΔΙΝΟΝ, 10. (Ρώυτερ). — Ὁ ἐπίσημος ἐκπρόσωπος τοῦ Ὑπουργείου τῶν Ἐξωτερικῶν ἐδήλωσε σήμερον ὅτι ἡ βρετανικὴ κυβέρνησις παρακολουθεῖ μετὰ προσοχῆς τὴν ἐξέλιξιν τῆς καταστάσεως. ΑΘΗΝΑΙ, 10. — Κατὰ τὴν χθεσινὴν συνεδρίασιν τοῦ δημοτικοῦ συμβουλίου ἐσυζητήθη τὸ θέμα τοῦ οἰκοπέδου καὶ ὁ κ. δήμαρχος ἀπήντησεν εἰς τὰς κατηγορίας. ΟΥΑΣΙΓΚΤΩΝ, 10. (Ἀσσ. Πρὲς). — Ὁ πτέραρχος ἐζήτησεν αὔξησιν τῶν δυνάμεων τῆς συμμαχίας διὰ τὴν ἀντιμετώπισιν τῶν ἀπειλῶν. ΒΕΡΟΛΙΝΟΝ, 10. (Ρώυτερ). — Ὁ δήμαρχος συνέστησε ψυχραιμίαν εἰς τοὺς κατοίκους τῆς πόλεως. ΠΑΡΙΣΙΟΙ, 10. — Ὁ πρωθυπουργὸς ἔφθασεν ἐκ τῶν Ἀθηνῶν καὶ ἐδήλωσεν ὅτι ἡ ἐπίσκεψις ὑπῆρξεν ἄκρως ἐπιτυχής. ΚΑΪΡΟΝ, 10. (Ἀσσ. Πρὲς). — Ὑπεγράφη τὸ σύμφωνον ἐμπορικῶν ἀνταλλαγῶν μεταξὺ τῶν δύο χωρῶν. xyxy=(1033,713,1201,1202)
column-divider xyxy=(617,10,618,2367)
body-paragraph: ΚΟΥΒΕΙΤ, 10. (Ρώυτερ). — Ἐν ἐκ τῶν δύο σημείων τῶν βρετανικῶν ἀεροδρομίων καὶ ναυτικῶν βάσεων ἐζήτησαν ὅπως ἀποχωρήσουν αἱ δυνάμεις. Ὁ κ. πρωθυπουργὸς ἐδήλωσε χθὲς ὅτι ἡ κυβέρνησις θὰ ἐξετάσῃ τὸ ζήτημα ἐντὸς τῆς ἑβδομάδος. Αἱ διαπραγματεύσεις συνεχίζονται ὑπὸ τὴν ἐποπτείαν τῶν ἁρμοδίων ὑπουργῶν καὶ ἀναμένεται ἡ ἀνακοίνωσις τῶν ἀποτελεσμάτων. ΛΟΝΔΙΝΟΝ, 10. (Ρώυτερ). — Ὁ ἐπίσημος ἐκπρόσωπος τοῦ Ὑπουργείου τῶν Ἐξωτερικῶν ἐδήλωσε σήμερον ὅτι ἡ βρετανικὴ κυβέρνησις παρακολουθεῖ μετὰ προσοχῆς τὴν ἐξέλιξιν τῆς καταστάσεως. ΑΘΗΝΑΙ, 10. — Κατὰ τὴν χθεσινὴν συνεδρίασιν τοῦ δημοτικοῦ συμβουλίου ἐσυζητήθη τὸ θέμα τοῦ οἰκοπέδου καὶ ὁ κ. δήμαρχος ἀπήντησεν εἰς τὰς κατηγορίας. ΟΥΑΣΙΓΚΤΩΝ, 10. (Ἀσσ. Πρὲς). — Ὁ πτέραρχος ἐζήτησεν αὔξησιν τῶν δυνάμεων τῆς συμμαχίας διὰ τὴν ἀντιμετώπισιν τῶν ἀπειλῶν. ΒΕΡΟΛΙΝΟΝ, 10. (Ρώυτερ). — Ὁ δήμαρχος συνέστησε ψυχραιμίαν εἰς τοὺς κατοίκους τῆς πόλεως. ΠΑΡΙΣΙΟΙ, 10. — Ὁ πρωθυπουργὸς ἔφθασεν ἐκ τῶν Ἀθηνῶν καὶ ἐδήλωσεν ὅτι ἡ ἐπίσκεψις ὑπῆρξεν ἄκρως ἐπιτυχής. ΚΑΪΡΟΝ, 10. (Ἀσσ. Πρὲς). — Ὑπεγράφη τὸ σύμφωνον ἐμπορικῶν ἀνταλλαγῶν μεταξὺ τῶν δύο χωρῶν. xyxy=(416,246,610,662)
body-paragraph: ΚΟΥΒΕΙΤ, 10. (Ρώυτερ). — Ἐν ἐκ τῶν δύο σημείων τῶν βρετανικῶν ἀεροδρομίων καὶ ναυτικῶν βάσεων ἐζήτησαν ὅπως ἀποχωρήσουν αἱ δυνάμεις. Ὁ κ. πρωθυπουργὸς ἐδήλωσε χθὲς ὅτι ἡ κυβέρνησις θὰ ἐξετάσῃ τὸ ζήτημα ἐντὸς τῆς ἑβδομάδος. Αἱ διαπραγματεύσεις συνεχίζονται ὑπὸ τὴν ἐποπτείαν τῶν ἁρμοδίων ὑπουργῶν καὶ ἀναμένεται ἡ ἀνακοίνωσις τῶν ἀποτελεσμάτων. ΛΟΝΔΙΝΟΝ, 10. (Ρώυτερ). — Ὁ ἐπίσημος ἐκπρόσωπος τοῦ Ὑπουργείου τῶν Ἐξωτερικῶν ἐδήλωσε σήμερον ὅτι ἡ βρετανικὴ κυβέρνησις παρακολουθεῖ μετὰ προσοχῆς τὴν ἐξέλιξιν τῆς καταστάσεως. ΑΘΗΝΑΙ, 10. — Κατὰ τὴν χθεσινὴν συνεδρίασιν τοῦ δημοτικοῦ συμβουλίου ἐσυζητήθη τὸ θέμα τοῦ οἰκοπέδου καὶ ὁ κ. δήμαρχος ἀπήντησεν εἰς τὰς κατηγορίας. ΟΥΑΣΙΓΚΤΩΝ, 10. (Ἀσσ. Πρὲς). — Ὁ πτέραρχος ἐζήτησεν αὔξησιν τῶν δυνάμεων τῆς συμμαχίας διὰ τὴν ἀντιμετώπισιν τῶν ἀπειλῶν. ΒΕΡΟΛΙΝΟΝ, 10. (Ρώυτερ). — Ὁ δήμαρχος συνέστησε ψυχραιμίαν εἰς τοὺς κατοίκους τῆς πόλεως. ΠΑΡΙΣΙΟΙ, 10. — Ὁ πρωθυπουργὸς xyxy=(625,135,1017,319)
body-paragraph: ΚΟΥΒΕΙΤ, 10. (Ρώυτερ). — Ἐν ἐκ τῶν δύο σημείων τῶν βρετανικῶν ἀεροδρομίων καὶ ναυτικῶν βάσεων ἐζήτησαν ὅπως ἀποχωρήσουν αἱ δυνάμεις. Ὁ κ. πρωθυπουργὸς ἐδήλωσε χθὲς ὅτι ἡ κυβέρνησις θὰ ἐξετάσῃ τὸ ζήτημα ἐντὸς τῆς ἑβδομάδος. Αἱ διαπραγματεύσεις συνεχίζονται ὑπὸ τὴν ἐποπτείαν τῶν ἁρμοδίων ὑπουργῶν καὶ ἀναμένεται ἡ ἀνακοίνωσις τῶν ἀποτελεσμάτων. ΛΟΝΔΙΝΟΝ, 10. (Ρώυτερ). — Ὁ ἐπίσημος ἐκπρόσωπος τοῦ Ὑπουργείου τῶν Ἐξωτερικῶν ἐδήλωσε σήμερον ὅτι ἡ βρετανικὴ κυβέρνησις παρακολουθεῖ μετὰ προσοχῆς τὴν ἐξέλιξιν τῆς καταστάσεως. ΑΘΗΝΑΙ, 10. — Κατὰ τὴν χθεσινὴν συνεδρίασιν τοῦ δημοτικοῦ συμβουλίου ἐσυζητήθη τὸ θέμα τοῦ οἰκοπέδου καὶ ὁ κ. δήμαρχος ἀπήντησεν εἰς τὰς κατηγορίας. ΟΥΑΣΙΓΚΤΩΝ, 10. (Ἀσσ. Πρὲς). — Ὁ πτέραρχος ἐζήτησεν αὔξησιν τῶν δυνάμεων τῆς συμμαχίας διὰ τὴν ἀντιμετώπισιν τῶν ἀπειλῶν. ΒΕΡΟΛΙΝΟΝ, 10. (Ρώυτερ). — Ὁ δήμαρχος συνέστησε ψυχραιμίαν εἰς τοὺς κατοίκους τῆς πόλεως. ΠΑΡΙΣΙΟΙ, 10. — Ὁ πρωθυπουργὸς ἔφθασεν ἐκ τῶν Ἀθηνῶν καὶ ἐδήλωσεν ὅτι ἡ ἐπίσκεψις ὑπῆρξεν xyxy=(625,1450,1017,1646)
body-paragraph: ΚΟΥΒΕΙΤ, 10. (Ρώυτερ). — Ἐν ἐκ τῶν δύο σημείων τῶν βρετανικῶν ἀεροδρομίων καὶ ναυτικῶν βάσεων ἐζήτησαν ὅπως xyxy=(1390,1369,1558,1417)
col3-box-3-title: Ο ΠΡΟΕΔΡΟΣ ΤΟΥ ΠΑΚΙΣΤΑΝ ΕΙΣ ΟΥΑΣΙΓΚΤΩΝ xyxy=(1406,2048,1542,2087)
body-paragraph: ΚΟΥΒΕΙΤ, 10. (Ρώυτερ). — Ἐν ἐκ τῶν δύο σημείων τῶν βρετανικῶν ἀεροδρομίων καὶ ναυτικῶν βάσεων ἐζήτησαν ὅπως ἀποχωρήσουν αἱ δυνάμεις. Ὁ κ. πρωθυπουργὸς ἐδήλωσε χθὲς ὅτι ἡ κυβέρνησις θὰ ἐξετάσῃ τὸ ζήτημα ἐντὸς τῆς ἑβδομάδος. Αἱ διαπραγματεύσεις συνεχίζονται ὑπὸ τὴν ἐποπτείαν τῶν ἁρμοδίων ὑπουργῶν καὶ ἀναμένεται ἡ ἀνακοίνωσις τῶν ἀποτελεσμάτων. ΛΟΝΔΙΝΟΝ, 10. (Ρώυτερ). — Ὁ ἐπίσημος ἐκπρόσωπος τοῦ Ὑπουργείου τῶν Ἐξωτερικῶν ἐδήλωσε σήμερον ὅτι ἡ βρετανικὴ κυβέρνησις παρακολουθεῖ μετὰ προσοχῆς τὴν ἐξέλιξιν τῆς καταστάσεως. ΑΘΗΝΑΙ, 10. — Κατὰ τὴν χθεσινὴν συνεδρίασιν τοῦ δημοτικοῦ συμβουλίου ἐσυζητήθη τὸ θέμα τοῦ οἰκοπέδου καὶ ὁ κ. δήμαρχος ἀπήντησεν εἰς τὰς κατηγορίας. ΟΥΑΣΙΓΚΤΩΝ, 10. (Ἀσσ. Πρὲς). — Ὁ πτέραρχος ἐζήτησεν αὔξησιν τῶν δυνάμεων τῆς συμμαχίας διὰ τὴν ἀντιμετώπισιν τῶν ἀπειλῶν. ΒΕΡΟΛΙΝΟΝ, 10. (Ρώυτερ). — Ὁ δήμαρχος συνέστησε ψυχραιμίαν εἰς τοὺς κατοίκους τῆς πόλεως. ΠΑΡΙΣΙΟΙ, 10. — Ὁ πρωθυπουργὸς ἔφθασεν ἐκ τῶν Ἀθηνῶν καὶ ἐδήλωσεν ὅτι ἡ ἐπίσκεψις ὑπῆρξεν ἄκρως ἐπιτυχής. ΚΑΪΡΟΝ, 10. (Ἀσσ. Πρὲς). — Ὑπεγράφη τὸ σύμφωνον ἐμπορικῶν ἀνταλλαγῶν μεταξὺ τῶν δύο χωρῶν. xyxy=(1211,147,1558,610)
body-paragraph: ΚΟΥΒΕΙΤ, 10. (Ρώυτερ). — Ἐν ἐκ τῶν δύο σημείων τῶν βρετανικῶν ἀεροδρομίων καὶ ναυτικῶν βάσεων ἐζήτησαν ὅπως ἀποχωρήσουν αἱ δυνάμεις. Ὁ κ. πρωθυπουργὸς ἐδήλωσε χθὲς ὅτι ἡ κυβέρνησις θὰ ἐξετάσῃ τὸ ζήτημα ἐντὸς τῆς ἑβδομάδος. Αἱ διαπραγματεύσεις συνεχίζονται ὑπὸ τὴν ἐποπτείαν τῶν ἁρμοδίων ὑπουργῶν καὶ ἀναμένεται ἡ ἀνακοίνωσις τῶν ἀποτελεσμάτων. ΛΟΝΔΙΝΟΝ, 10. (Ρώυτερ). — Ὁ ἐπίσημος ἐκπρόσωπος τοῦ Ὑπουργείου τῶν Ἐξωτερικῶν ἐδήλωσε σήμερον ὅτι ἡ βρετανικὴ κυβέρνησις παρακολουθεῖ μετὰ προσοχῆς τὴν ἐξέλιξιν τῆς καταστάσεως. ΑΘΗΝΑΙ, 10. — Κατὰ τὴν χθεσινὴν συνεδρίασιν τοῦ δημοτικοῦ συμβουλίου ἐσυζητήθη τὸ θέμα τοῦ οἰκοπέδου καὶ ὁ κ. δήμαρχος ἀπήντησεν εἰς τὰς κατηγορίας. ΟΥΑΣΙΓΚΤΩΝ, 10. (Ἀσσ. Πρὲς). — Ὁ πτέραρχος ἐζήτησεν αὔξησιν τῶν δυνάμεων τῆς συμμαχίας διὰ τὴν ἀντιμετώπισιν τῶν ἀπειλῶν. ΒΕΡΟΛΙΝΟΝ, 10. (Ρώυτερ). — Ὁ δήμαρχος συνέστησε ψυχραιμίαν εἰς τοὺς κατοίκους τῆς πόλεως. ΠΑΡΙΣΙΟΙ, 10. — Ὁ πρωθυπουργὸς ἔφθασεν ἐκ τῶν Ἀθηνῶν καὶ ἐδήλωσεν ὅτι ἡ ἐπίσκεψις ὑπῆρξεν ἄκρως ἐπιτυχής. ΚΑΪΡΟΝ, 10. (Ἀσσ. Πρὲς). — Ὑπεγράφη τὸ σύμφωνον ἐμπορικῶν ἀνταλλαγῶν μεταξὺ τῶν δύο χωρῶν. xyxy=(625,1997,1017,2216)
col2-body-1 xyxy=(625,136,1017,322)
body-paragraph: ΚΟΥΒΕΙΤ, 10. (Ρώυτερ). — Ἐν ἐκ τῶν δύο σημείων τῶν βρετανικῶν ἀεροδρομίων καὶ ναυτικῶν βάσεων ἐζήτησαν ὅπως ἀποχωρήσουν αἱ δυνάμεις. Ὁ κ. πρωθυπουργὸς ἐδήλωσε χθὲς ὅτι ἡ κυβέρνησις θὰ ἐξετάσῃ τὸ ζήτημα ἐντὸς τῆς ἑβδομάδος. Αἱ διαπραγματεύσεις συνεχίζονται ὑπὸ τὴν ἐποπτείαν τῶν ἁρμοδίων ὑπουργῶν καὶ ἀναμένεται ἡ ἀνακοίνωσις τῶν ἀποτελεσμάτων. ΛΟΝΔΙΝΟΝ, 10. (Ρώυτερ). — Ὁ ἐπίσημος ἐκπρόσωπος τοῦ Ὑπουργείου τῶν Ἐξωτερικῶν ἐδήλωσε σήμερον ὅτι ἡ βρετανικὴ κυβέρνησις παρακολουθεῖ μετὰ προσοχῆς τὴν ἐξέλιξιν τῆς καταστάσεως. ΑΘΗΝΑΙ, 10. — Κατὰ τὴν χθεσινὴν συνεδρίασιν τοῦ δημοτικοῦ συμβουλίου ἐσυζητήθη τὸ θέμα τοῦ οἰκοπέδου καὶ ὁ κ. δήμαρχος ἀπήντησεν εἰς τὰς κατηγορίας. ΟΥΑΣΙΓΚΤΩΝ, 10. (Ἀσσ. Πρὲς). — Ὁ πτέραρχος ἐζήτησεν αὔξησιν τῶν δυνάμεων τῆς συμμαχίας διὰ τὴν ἀντιμετώπισιν τῶν ἀπειλῶν. ΒΕΡΟΛΙΝΟΝ, 10. (Ρώυτερ). — Ὁ δήμαρχος συνέστησε ψυχραιμίαν εἰς τοὺς κατοίκους τῆς πόλεως. ΠΑΡΙΣΙΟΙ, 10. — Ὁ πρωθυπουργὸς ἔφθασεν ἐκ τῶν Ἀθηνῶν καὶ ἐδήλωσεν ὅτι ἡ ἐπίσκεψις ὑπῆρξεν ἄκρως ἐπιτυχής. ΚΑΪΡΟΝ, 10. (Ἀσσ. Πρὲς). — Ὑπεγράφη τὸ σύμφωνον ἐμπορικῶν ἀνταλλαγῶν μεταξὺ τῶν δύο χωρῶν. xyxy=(213,1158,610,2214)
body-paragraph: ΚΟΥΒΕΙΤ, 10. (Ρώυτερ). — Ἐν ἐκ τῶν δύο σημείων τῶν βρετανικῶν ἀεροδρομίων καὶ ναυτικῶν βάσεων ἐζήτησαν ὅπως ἀποχωρήσουν αἱ δυνάμεις. Ὁ κ. πρωθυπουργὸς ἐδήλωσε χθὲς ὅτι ἡ κυβέρνησις θὰ ἐξετάσῃ τὸ ζήτημα ἐντὸς τῆς ἑβδομάδος. Αἱ διαπραγματεύσεις συνεχίζονται ὑπὸ τὴν ἐποπτείαν τῶν ἁρμοδίων ὑπουργῶν καὶ ἀναμένεται ἡ ἀνακοίνωσις τῶν ἀποτελεσμάτων. ΛΟΝΔΙΝΟΝ, 10. (Ρώυτερ). — Ὁ ἐπίσημος ἐκπρόσωπος τοῦ Ὑπουργείου τῶν Ἐξωτερικῶν ἐδήλωσε σήμερον ὅτι ἡ βρετανικὴ κυβέρνησις παρακολουθεῖ μετὰ προσοχῆς τὴν ἐξέλιξιν τῆς καταστάσεως. ΑΘΗΝΑΙ, 10. — Κατὰ τὴν χθεσινὴν συνεδρίασιν τοῦ δημοτικοῦ συμβουλίου ἐσυζητήθη τὸ θέμα τοῦ οἰκοπέδου καὶ ὁ κ. δήμαρχος ἀπήντησεν εἰς τὰς κατηγορίας. ΟΥΑΣΙΓΚΤΩΝ, 10. (Ἀσσ. Πρὲς). — Ὁ πτέραρχος ἐζήτησεν αὔξησιν τῶν δυνάμεων τῆς συμμαχίας διὰ τὴν ἀντιμετώπισιν τῶν ἀπειλῶν. ΒΕΡΟΛΙΝΟΝ, 10. (Ρώυτερ). — Ὁ δήμαρχος συνέστησε ψυχραιμίαν εἰς τοὺς κατοίκους τῆς πόλεως. ΠΑΡΙΣΙΟΙ, 10. — Ὁ πρωθυπουργὸς ἔφθασεν ἐκ τῶν Ἀθηνῶν καὶ ἐδήλωσεν ὅτι ἡ ἐπίσκεψις ὑπῆρξεν ἄκρως ἐπιτυχής. ΚΑΪΡΟΝ, 10. (Ἀσσ. Πρὲς). — Ὑπεγράφη τὸ σύμφωνον ἐμπορικῶν ἀνταλλαγῶν μεταξὺ τῶν δύο χωρῶν. xyxy=(625,889,816,1330)
col3-section-6: ΑΙ ΜΕΡΑΡΧΙΑΙ ΤΟΥ ΝΑΤΟ xyxy=(1396,1339,1551,1366)
col3-box-1 xyxy=(1033,1996,1209,2071)
col3-box-3 xyxy=(1390,2042,1558,2093)
col3-headline2: Ο ΝΟΡΣΤΑΝΤ ΖΗΤΕΙ ΑΥΞΗΣΙΝ ΤΩΝ ΔΥΝΑΜΕΩΝ ΚΑΙ ΤΗΣ ΙΣΧΥΟΣ ΠΥΡΟΣ ΤΗΣ ΣΥΜΜΑΧΙΑΣ ΠΡΟΣ ΑΝΤΙΜΕΤΩΠΙΣΙΝ ΤΩΝ ΡΩΣΙΚΩΝ ΑΠΕΙΛΩΝ xyxy=(1043,627,1548,702)
body-paragraph: ΚΟΥΒΕΙΤ, 10. (Ρώυτερ). — Ἐν ἐκ τῶν δύο σημείων τῶν βρετανικῶν ἀεροδρομίων καὶ ναυτικῶν βάσεων ἐζήτησαν ὅπως ἀποχωρήσουν αἱ δυνάμεις. Ὁ κ. πρωθυπουργὸς xyxy=(826,1328,1017,1389)
col2-headline4: ΕΠΑΝΑΛΑΜΒΑΝΟΝΤΑΙ ΕΝΤΟΣ ΤΗΣ ΕΒΔΟΜΑΔΟΣ ΑΙ ΔΙΑΠΡΑΓΜΑΤΕΥΣΕΙΣ ΓΑΛΛΙΑΣ ΚΑΙ ΑΛΓΕΡΙΟΥ xyxy=(638,1404,1004,1441)
col3-box-2-title: Ο ΓΙΟΥΡΙ ΓΚΑΓΚΑΡΙΝ ΘΑ ΓΙΝΗ ΔΕΚΤΟΣ ΑΠΟ ΤΟΝ κ. ΜΑΚ ΜΙΛΛΑΝ xyxy=(1223,1768,1368,1832)
bottom-left-section-3: ΕΡΗΜΗΝ ΤΟΥ ΣΥΜΒΟΥΛΙΟΥ xyxy=(253,1382,367,1410)
col2-headline2: Ὁ κ. Ντεμπρὲ ἀνεχώρησεν ἐξ Ἀθηνῶν Ἱκανοποιημένος διὰ τὴν ὑποδοχὴν ἐξαίρει τοὺς στενοὺς δεσμοὺς φιλίας τοὺς συνδέοντας Ἑλλάδα καὶ Γαλλίαν xyxy=(625,336,1017,447)
col3-section-11: ΕΠΙΔΕΙΞΙΣ ΙΣΧΥΟΣ xyxy=(1397,1525,1550,1541)
bottom-left-section-4: ΑΠΑΝΤΑ Ο κ. ΔΗΜΑΡΧΟΣ xyxy=(459,2059,567,2087)
body-paragraph: ΚΟΥΒΕΙΤ, 10. (Ρώυτερ). — Ἐν ἐκ τῶν δύο σημείων τῶν βρετανικῶν ἀεροδρομίων καὶ ναυτικῶν βάσεων ἐζήτησαν ὅπως ἀποχωρήσουν αἱ δυνάμεις. Ὁ κ. πρωθυπουργὸς ἐδήλωσε χθὲς ὅτι ἡ κυβέρνησις θὰ ἐξετάσῃ τὸ ζήτημα ἐντὸς τῆς ἑβδομάδος. Αἱ διαπραγματεύσεις συνεχίζονται ὑπὸ τὴν ἐποπτείαν τῶν ἁρμοδίων ὑπουργῶν καὶ ἀναμένεται ἡ ἀνακοίνωσις τῶν ἀποτελεσμάτων. ΛΟΝΔΙΝΟΝ, 10. (Ρώυτερ). — Ὁ ἐπίσημος ἐκπρόσωπος τοῦ Ὑπουργείου τῶν Ἐξωτερικῶν ἐδήλωσε σήμερον ὅτι ἡ βρετανικὴ κυβέρνησις παρακολουθεῖ μετὰ προσοχῆς τὴν ἐξέλιξιν τῆς καταστάσεως. ΑΘΗΝΑΙ, 10. — Κατὰ τὴν χθεσινὴν συνεδρίασιν τοῦ δημοτικοῦ συμβουλίου ἐσυζητήθη τὸ θέμα τοῦ οἰκοπέδου καὶ ὁ κ. δήμαρχος ἀπήντησεν εἰς τὰς κατηγορίας. ΟΥΑΣΙΓΚΤΩΝ, 10. (Ἀσσ. Πρὲς). — Ὁ πτέραρχος ἐζήτησεν αὔξησιν τῶν δυνάμεων τῆς συμμαχίας διὰ τὴν ἀντιμετώπισιν τῶν ἀπειλῶν. ΒΕΡΟΛΙΝΟΝ, 10. (Ρώυτερ). — Ὁ δήμαρχος συνέστησε ψυχραιμίαν εἰς τοὺς κατοίκους τῆς πόλεως. ΠΑΡΙΣΙΟΙ, 10. — Ὁ πρωθυπουργὸς ἔφθασεν ἐκ τῶν Ἀθηνῶν καὶ ἐδήλωσεν ὅτι ἡ ἐπίσκεψις ὑπῆρξεν ἄκρως ἐπιτυχής. ΚΑΪΡΟΝ, 10. (Ἀσσ. Πρὲς). — Ὑπεγράφη τὸ σύμφωνον ἐμπορικῶν ἀνταλλαγῶν μεταξὺ τῶν δύο χωρῶν. xyxy=(10,199,204,616)
col1-subhead: Τὰ μεγαλεπήβολα σχέδια τῆς Ἰορδανίας xyxy=(89,167,529,192)
body-paragraph: ΚΟΥΒΕΙΤ, 10. (Ρώυτερ). — Ἐν ἐκ τῶν δύο σημείων τῶν βρετανικῶν ἀεροδρομίων καὶ ναυτικῶν βάσεων ἐζήτησαν ὅπως ἀποχωρήσουν αἱ δυνάμεις. Ὁ κ. πρωθυπουργὸς ἐδήλωσε χθὲς ὅτι ἡ κυβέρνησις θὰ ἐξετάσῃ τὸ ζήτημα ἐντὸς τῆς ἑβδομάδος. Αἱ διαπραγματεύσεις συνεχίζονται ὑπὸ τὴν ἐποπτείαν τῶν ἁρμοδίων ὑπουργῶν καὶ ἀναμένεται ἡ ἀνακοίνωσις τῶν ἀποτελεσμάτων. ΛΟΝΔΙΝΟΝ, 10. (Ρώυτερ). — Ὁ ἐπίσημος ἐκπρόσωπος τοῦ Ὑπουργείου τῶν Ἐξωτερικῶν ἐδήλωσε σήμερον ὅτι ἡ βρετανικὴ κυβέρνησις παρακολουθεῖ μετὰ προσοχῆς τὴν ἐξέλιξιν τῆς καταστάσεως. ΑΘΗΝΑΙ, 10. — Κατὰ τὴν χθεσινὴν συνεδρίασιν τοῦ δημοτικοῦ συμβουλίου ἐσυζητήθη τὸ θέμα τοῦ οἰκοπέδου καὶ ὁ κ. δήμαρχος ἀπήντησεν εἰς τὰς κατηγορίας. ΟΥΑΣΙΓΚΤΩΝ, 10. (Ἀσσ. Πρὲς). — Ὁ πτέραρχος ἐζήτησεν αὔξησιν τῶν δυνάμεων τῆς συμμαχίας διὰ τὴν ἀντιμετώπισιν τῶν ἀπειλῶν. ΒΕΡΟΛΙΝΟΝ, 10. (Ρώυτερ). — Ὁ δήμαρχος συνέστησε ψυχραιμίαν εἰς τοὺς κατοίκους τῆς πόλεως. ΠΑΡΙΣΙΟΙ, 10. — Ὁ πρωθυπουργὸς ἔφθασεν ἐκ τῶν Ἀθηνῶν καὶ ἐδήλωσεν ὅτι ἡ ἐπίσκεψις ὑπῆρξεν ἄκρως ἐπιτυχής. ΚΑΪΡΟΝ, 10. (Ἀσσ. Πρὲς). — Ὑπεγράφη τὸ σύμφωνον ἐμπορικῶν ἀνταλλαγῶν μεταξὺ τῶν δύο χωρῶν. xyxy=(10,1596,204,2012)
body-paragraph: ΚΟΥΒΕΙΤ, 10. (Ρώυτερ). — Ἐν ἐκ τῶν δύο σημείων τῶν βρετανικῶν ἀεροδρομίων καὶ ναυτικῶν βάσεων ἐζήτησαν ὅπως ἀποχωρήσουν αἱ δυνάμεις. Ὁ κ. πρωθυπουργὸς ἐδήλωσε χθὲς ὅτι ἡ κυβέρνησις θὰ ἐξετάσῃ τὸ ζήτημα ἐντὸς τῆς ἑβδομάδος. Αἱ διαπραγματεύσεις συνεχίζονται ὑπὸ τὴν ἐποπτείαν τῶν ἁρμοδίων ὑπουργῶν καὶ ἀναμένεται ἡ ἀνακοίνωσις τῶν ἀποτελεσμάτων. ΛΟΝΔΙΝΟΝ, 10. (Ρώυτερ). — Ὁ ἐπίσημος ἐκπρόσωπος τοῦ Ὑπουργείου τῶν Ἐξωτερικῶν ἐδήλωσε σήμερον ὅτι ἡ βρετανικὴ κυβέρνησις παρακολουθεῖ μετὰ προσοχῆς τὴν ἐξέλιξιν τῆς καταστάσεως. ΑΘΗΝΑΙ, 10. — Κατὰ τὴν χθεσινὴν συνεδρίασιν τοῦ δημοτικοῦ συμβουλίου ἐσυζητήθη τὸ θέμα τοῦ οἰκοπέδου καὶ ὁ κ. δήμαρχος ἀπήντησεν εἰς τὰς κατηγορίας. ΟΥΑΣΙΓΚΤΩΝ, 10. (Ἀσσ. Πρὲς). — Ὁ πτέραρχος ἐζήτησεν αὔξησιν τῶν δυνάμεων τῆς συμμαχίας διὰ τὴν ἀντιμετώπισιν τῶν ἀπειλῶν. ΒΕΡΟΛΙΝΟΝ, 10. (Ρώυτερ). — Ὁ δήμαρχος συνέστησε ψυχραιμίαν εἰς τοὺς κατοίκους τῆς πόλεως. ΠΑΡΙΣΙΟΙ, 10. — Ὁ πρωθυπουργὸς ἔφθασεν ἐκ τῶν Ἀθηνῶν καὶ ἐδήλωσεν ὅτι ἡ ἐπίσκεψις ὑπῆρξεν ἄκρως ἐπιτυχής. ΚΑΪΡΟΝ, 10. (Ἀσσ. Πρὲς). — Ὑπεγράφη τὸ σύμφωνον ἐμπορικῶν ἀνταλλαγῶν μεταξὺ τῶν δύο χωρῶν. xyxy=(1033,713,1380,1408)
col3-section-2: ΘΑ ΥΠΟΓΡΑΦΗ ΧΩΡΙΣΤΗ xyxy=(1413,236,1535,265)
col2-section-1: ΕΦΘΑΣΕΝ ΕΙΣ ΠΑΡΙΣΙΟΥΣ xyxy=(865,571,978,599)
col1-section-1: ΠΟΤΕ ΘΑ ΑΠΟΧΩΡΗΣΟΥΝ xyxy=(42,619,171,648)
col3-headline3: Ο ΡΑΣΚ ΚΑΛΕΙ ΤΟΝ ΑΜΕΡΙΚΑΝΙΚΟΝ ΛΑΟΝ ΝΑ ΠΡΟΣΕΞΗ ΤΟΝ ΛΟΓΟΝ ΤΟΥ ΚΡΟΥΣΤΣΕΦ xyxy=(1034,1432,1557,1488)
body-paragraph: ΚΟΥΒΕΙΤ, 10. (Ρώυτερ). — Ἐν ἐκ τῶν δύο σημείων τῶν βρετανικῶν ἀεροδρομίων καὶ ναυτικῶν βάσεων ἐζήτησαν ὅπως ἀποχωρήσουν αἱ δυνάμεις. Ὁ κ. πρωθυπουργὸς ἐδήλωσε χθὲς ὅτι ἡ κυβέρνησις θὰ ἐξετάσῃ τὸ ζήτημα ἐντὸς τῆς ἑβδομάδος. Αἱ διαπραγματεύσεις συνεχίζονται ὑπὸ τὴν ἐποπτείαν τῶν ἁρμοδίων ὑπουργῶν καὶ ἀναμένεται ἡ ἀνακοίνωσις τῶν ἀποτελεσμάτων. ΛΟΝΔΙΝΟΝ, 10. (Ρώυτερ). — Ὁ ἐπίσημος ἐκπρόσωπος τοῦ Ὑπουργείου τῶν Ἐξωτερικῶν ἐδήλωσε σήμερον ὅτι ἡ βρετανικὴ κυβέρνησις παρακολουθεῖ μετὰ προσοχῆς τὴν ἐξέλιξιν τῆς καταστάσεως. ΑΘΗΝΑΙ, 10. — Κατὰ τὴν χθεσινὴν συνεδρίασιν τοῦ δημοτικοῦ συμβουλίου ἐσυζητήθη τὸ θέμα τοῦ οἰκοπέδου καὶ ὁ κ. δήμαρχος ἀπήντησεν εἰς τὰς κατηγορίας. ΟΥΑΣΙΓΚΤΩΝ, 10. (Ἀσσ. Πρὲς). — Ὁ πτέραρχος ἐζήτησεν αὔξησιν τῶν δυνάμεων τῆς συμμαχίας διὰ τὴν xyxy=(1390,267,1558,610)
bottom-left-section-1: ΤΟ ΙΣΤΟΡΙΚΟΝ xyxy=(45,1578,168,1594)
col2-headline3: ΔΕΝ ΑΠΟΚΛΕΙΕΤΑΙ Η ΔΙΕΝΕΡΓΕΙΑ ΕΚΛΟΓΩΝ ΑΙΦΝΙΔΙΑΣΤΙΚΩΣ ΚΑΤΑ ΤΟΝ ΟΚΤΩΒΡΙΟΝ ΠΑΡΑ ΤΗΝ ΕΠΙΜΟΝΗΝ ΤΟΥ ΠΡΩΘΥΠΟΥΡΓΟΥ ΟΠΩΣ ΔΙΕΞΑΧΘΟΥΝ ΑΥΤΑΙ ΤΗΝ ΑΝΟΙΞΙΝ xyxy=(626,805,1016,880)
col3-section-1: ΒΡΑΔΥΝΕΙ Η ΑΠΑΝΤΗΣΙΣ xyxy=(1244,175,1348,203)
col3-body-1 xyxy=(1033,147,1558,613)
bottom-left-section-2: ΟΜΙΛΕΙ Ο κ. ΠΑΣΧΟΣ xyxy=(425,1198,600,1213)
